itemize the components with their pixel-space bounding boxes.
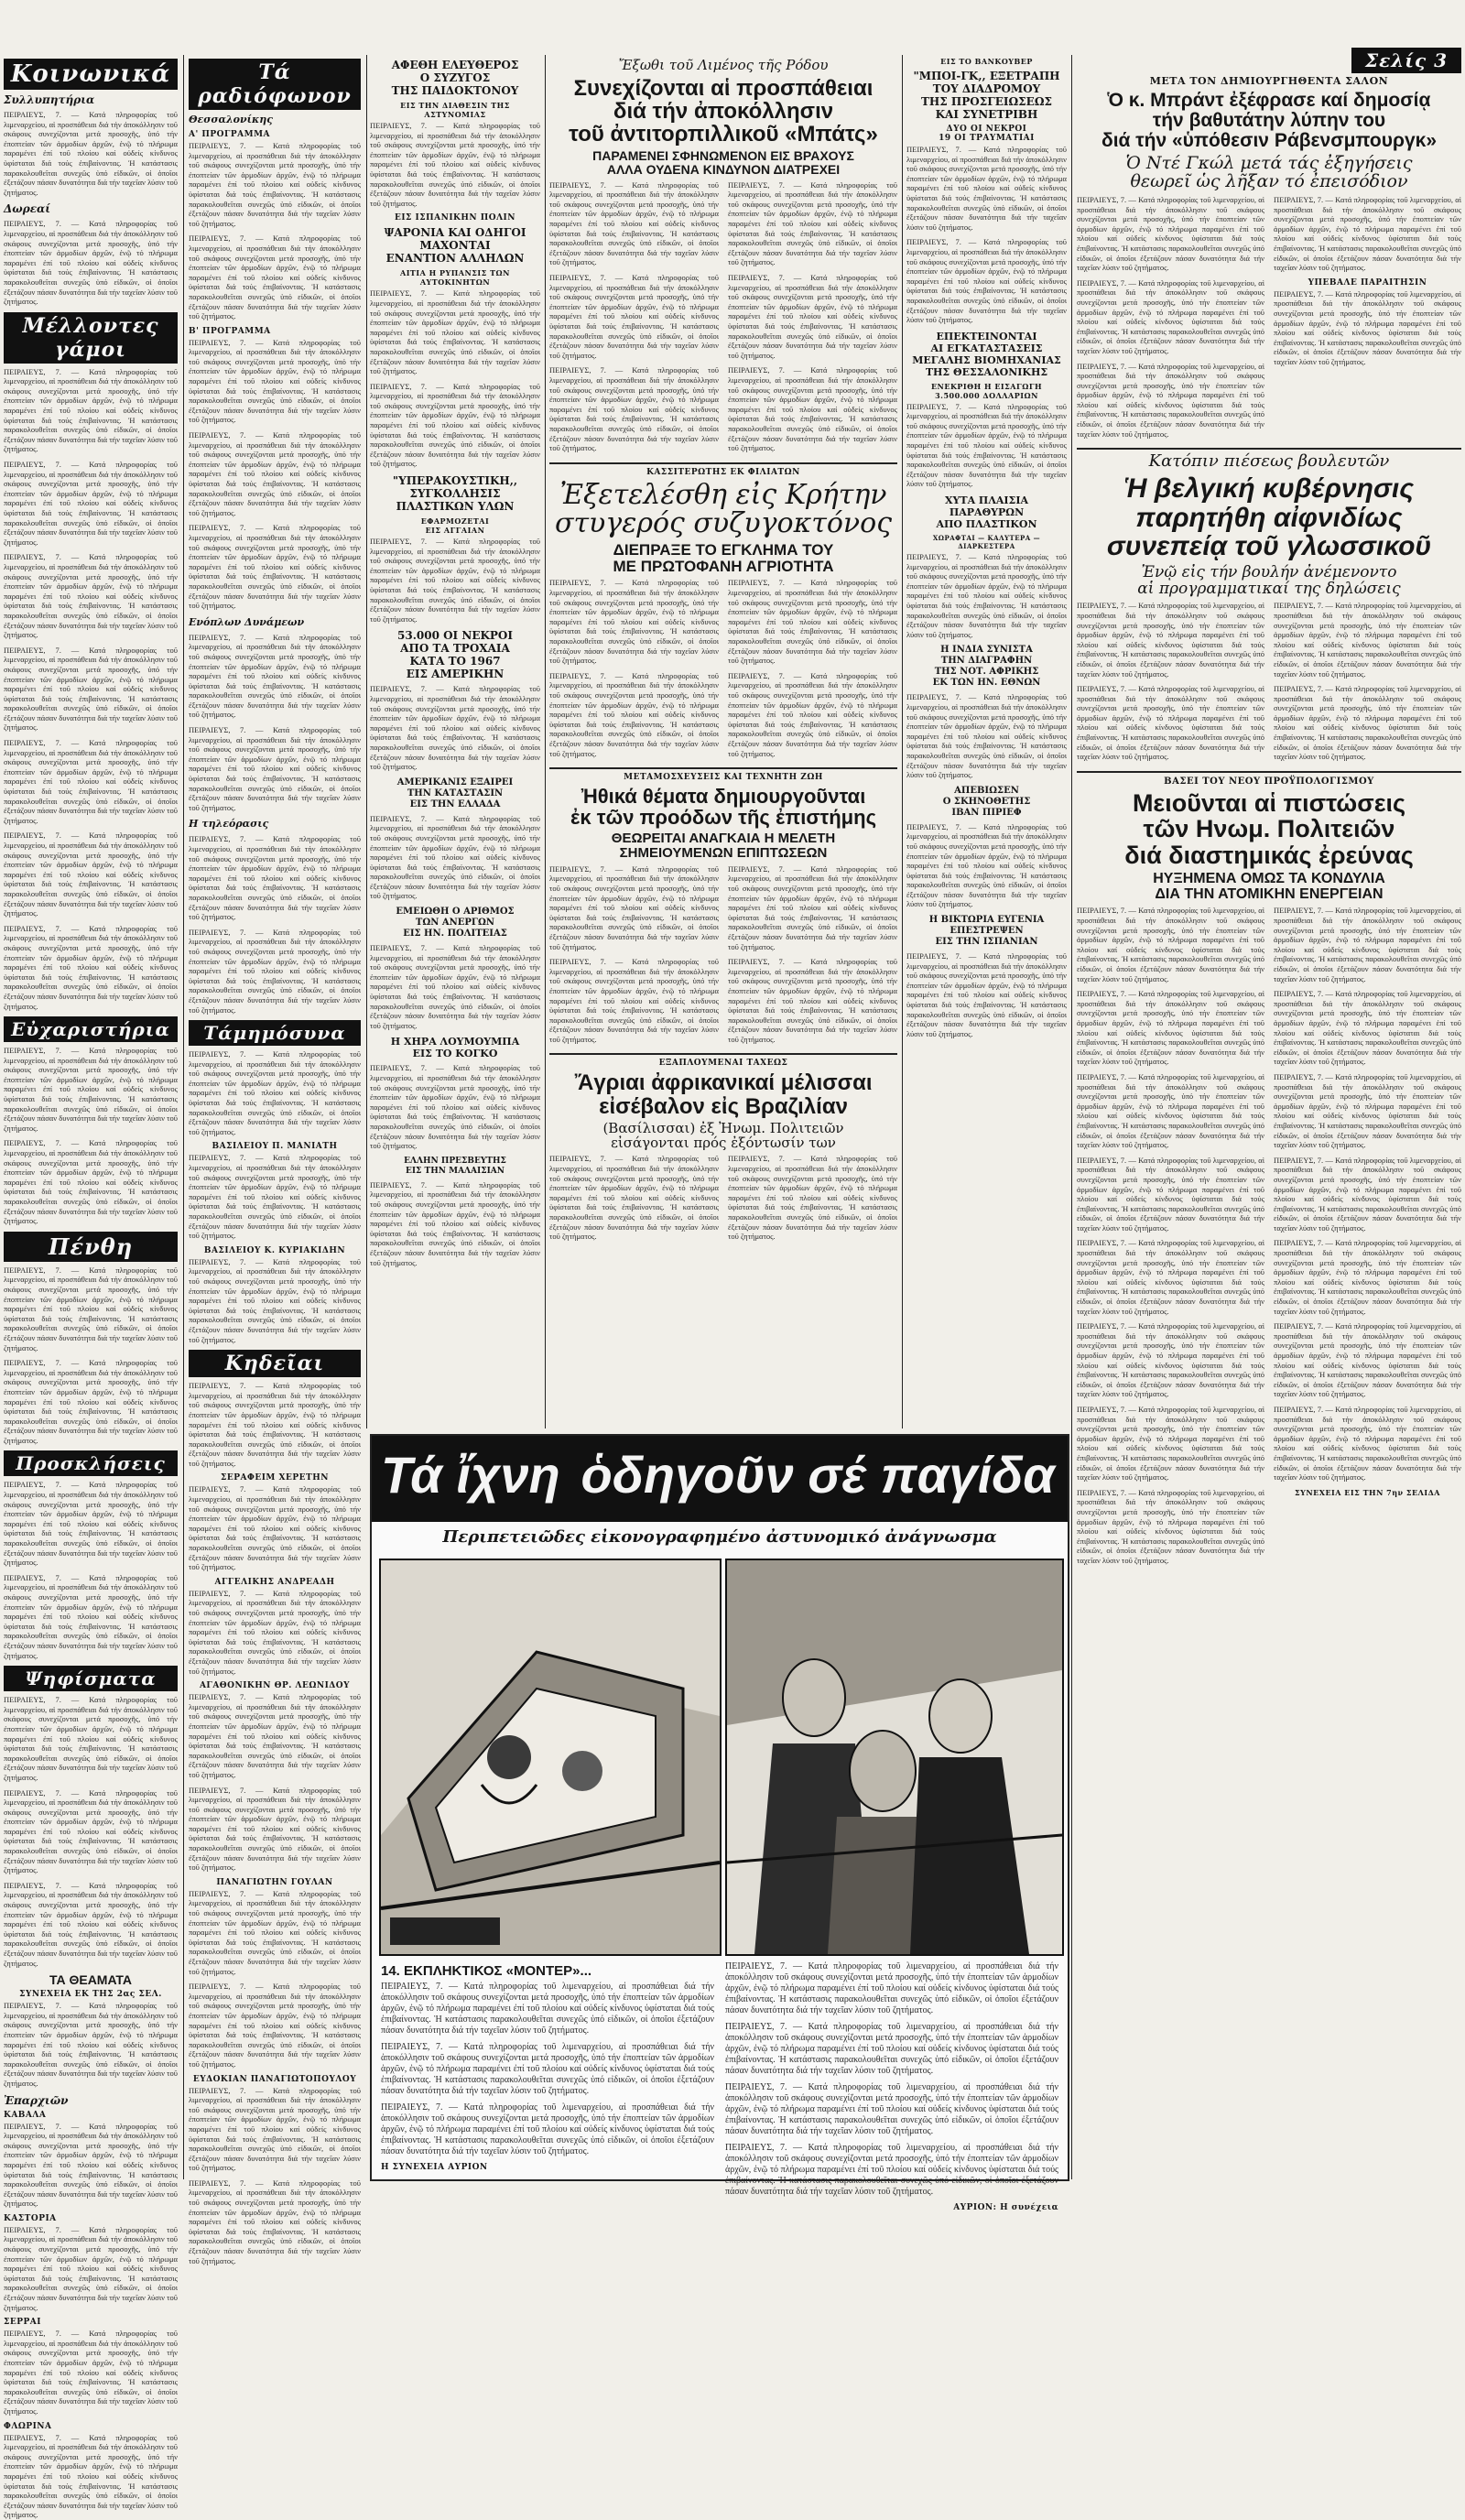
- story-head-line: ΕΙΣ ΤΗΝ ΕΛΛΑΔΑ: [409, 798, 501, 809]
- column-lead: [1077, 48, 1461, 2181]
- subhead-television: Η τηλεόρασις: [189, 818, 269, 831]
- comic-text: ΠΕΙΡΑΙΕΥΣ, 7. — Κατά πληροφορίας τοῦ λιμεναρχείου, αἱ προσπάθειαι διά τήν ἀποκόλλησιν τοῦ σκάφους συνεχίζονται μετά προσοχῆς, ὑπό τήν ἐποπτείαν τῶν ἁρμοδίων ἀρχῶν, ἐνῷ τό πλήρωμα παραμένει ἐπί τοῦ πλοίου καί οὐδείς κίνδυνος ὑφίσταται διά τούς ἐπιβαίνοντας. Ἡ κατάστασις παρακολουθεῖται συνεχῶς ὑπό εἰδικῶν, οἱ ὁποῖοι ἐξετάζουν πάσαν δυνατότητα διά τήν ταχεῖαν λύσιν τοῦ ζητήματος.: [725, 2143, 1058, 2197]
- article-text: ΠΕΙΡΑΙΕΥΣ, 7. — Κατά πληροφορίας τοῦ λιμεναρχείου, αἱ προσπάθειαι διά τήν ἀποκόλλησιν τοῦ σκάφους συνεχίζονται μετά προσοχῆς, ὑπό τήν ἐποπτείαν τῶν ἁρμοδίων ἀρχῶν, ἐνῷ τό πλήρωμα παραμένει ἐπί τοῦ πλοίου καί οὐδείς κίνδυνος ὑφίσταται διά τούς ἐπιβαίνοντας. Ἡ κατάστασις παρακολουθεῖται συνεχῶς ὑπό εἰδικῶν, οἱ ὁποῖοι ἐξετάζουν πάσαν δυνατότητα διά τήν ταχεῖαν λύσιν τοῦ ζητήματος.: [4, 1572, 178, 1660]
- memorial-name: ΒΑΣΙΛΕΙΟΥ Κ. ΚΥΡΙΑΚΙΔΗΝ: [203, 1245, 346, 1255]
- funeral-name: ΣΕΡΑΦΕΙΜ ΧΕΡΕΤΗΝ: [221, 1473, 329, 1483]
- funeral-name: ΑΓΓΕΛΙΚΗΣ ΑΝΔΡΕΑΔΗ: [214, 1577, 335, 1587]
- article-text: ΠΕΙΡΑΙΕΥΣ, 7. — Κατά πληροφορίας τοῦ λιμεναρχείου, αἱ προσπάθειαι διά τήν ἀποκόλλησιν τοῦ σκάφους συνεχίζονται μετά προσοχῆς, ὑπό τήν ἐποπτείαν τῶν ἁρμοδίων ἀρχῶν, ἐνῷ τό πλήρωμα παραμένει ἐπί τοῦ πλοίου καί οὐδείς κίνδυνος ὑφίσταται διά τούς ἐπιβαίνοντας. Ἡ κατάστασις παρακολουθεῖται συνεχῶς ὑπό εἰδικῶν, οἱ ὁποῖοι ἐξετάζουν πάσαν δυνατότητα διά τήν ταχεῖαν λύσιν τοῦ ζητήματος.: [189, 1484, 361, 1572]
- story-head-line: ΕΛΛΗΝ ΠΡΕΣΒΕΥΤΗΣ: [404, 1156, 506, 1166]
- story-head-line: ΤΗΝ ΚΑΤΑΣΤΑΣΙΝ: [407, 788, 504, 798]
- column-rule: [545, 55, 546, 1428]
- article-text: ΠΕΙΡΑΙΕΥΣ, 7. — Κατά πληροφορίας τοῦ λιμεναρχείου, αἱ προσπάθειαι διά τήν ἀποκόλλησιν τοῦ σκάφους συνεχίζονται μετά προσοχῆς, ὑπό τήν ἐποπτείαν τῶν ἁρμοδίων ἀρχῶν, ἐνῷ τό πλήρωμα παραμένει ἐπί τοῦ πλοίου καί οὐδείς κίνδυνος ὑφίσταται διά τούς ἐπιβαίνοντας. Ἡ κατάστασις παρακολουθεῖται συνεχῶς ὑπό εἰδικῶν, οἱ ὁποῖοι ἐξετάζουν πάσαν δυνατότητα διά τήν ταχεῖαν λύσιν τοῦ ζητήματος.: [1077, 361, 1264, 439]
- article-text: ΠΕΙΡΑΙΕΥΣ, 7. — Κατά πληροφορίας τοῦ λιμεναρχείου, αἱ προσπάθειαι διά τήν ἀποκόλλησιν τοῦ σκάφους συνεχίζονται μετά προσοχῆς, ὑπό τήν ἐποπτείαν τῶν ἁρμοδίων ἀρχῶν, ἐνῷ τό πλήρωμα παραμένει ἐπί τοῦ πλοίου καί οὐδείς κίνδυνος ὑφίσταται διά τούς ἐπιβαίνοντας. Ἡ κατάστασις παρακολουθεῖται συνεχῶς ὑπό εἰδικῶν, οἱ ὁποῖοι ἐξετάζουν πάσαν δυνατότητα διά τήν ταχεῖαν λύσιν τοῦ ζητήματος.: [728, 578, 897, 666]
- subhead-provinces: Ἐπαρχιῶν: [4, 2093, 69, 2107]
- rhodes-subhead: ΠΑΡΑΜΕΝΕΙ ΣΦΗΝΩΜΕΝΟΝ ΕΙΣ ΒΡΑΧΟΥΣ: [592, 148, 854, 164]
- article-text: ΠΕΙΡΑΙΕΥΣ, 7. — Κατά πληροφορίας τοῦ λιμεναρχείου, αἱ προσπάθειαι διά τήν ἀποκόλλησιν τοῦ σκάφους συνεχίζονται μετά προσοχῆς, ὑπό τήν ἐποπτείαν τῶν ἁρμοδίων ἀρχῶν, ἐνῷ τό πλήρωμα παραμένει ἐπί τοῦ πλοίου καί οὐδείς κίνδυνος ὑφίσταται διά τούς ἐπιβαίνοντας. Ἡ κατάστασις παρακολουθεῖται συνεχῶς ὑπό εἰδικῶν, οἱ ὁποῖοι ἐξετάζουν πάσαν δυνατότητα διά τήν ταχεῖαν λύσιν τοῦ ζητήματος.: [370, 121, 540, 208]
- article-text: ΠΕΙΡΑΙΕΥΣ, 7. — Κατά πληροφορίας τοῦ λιμεναρχείου, αἱ προσπάθειαι διά τήν ἀποκόλλησιν τοῦ σκάφους συνεχίζονται μετά προσοχῆς, ὑπό τήν ἐποπτείαν τῶν ἁρμοδίων ἀρχῶν, ἐνῷ τό πλήρωμα παραμένει ἐπί τοῦ πλοίου καί οὐδείς κίνδυνος ὑφίσταται διά τούς ἐπιβαίνοντας. Ἡ κατάστασις παρακολουθεῖται συνεχῶς ὑπό εἰδικῶν, οἱ ὁποῖοι ἐξετάζουν πάσαν δυνατότητα διά τήν ταχεῖαν λύσιν τοῦ ζητήματος.: [189, 337, 361, 425]
- article-text: ΠΕΙΡΑΙΕΥΣ, 7. — Κατά πληροφορίας τοῦ λιμεναρχείου, αἱ προσπάθειαι διά τήν ἀποκόλλησιν τοῦ σκάφους συνεχίζονται μετά προσοχῆς, ὑπό τήν ἐποπτείαν τῶν ἁρμοδίων ἀρχῶν, ἐνῷ τό πλήρωμα παραμένει ἐπί τοῦ πλοίου καί οὐδείς κίνδυνος ὑφίσταται διά τούς ἐπιβαίνοντας. Ἡ κατάστασις παρακολουθεῖται συνεχῶς ὑπό εἰδικῶν, οἱ ὁποῖοι ἐξετάζουν πάσαν δυνατότητα διά τήν ταχεῖαν λύσιν τοῦ ζητήματος.: [1274, 1155, 1461, 1233]
- funeral-name: ΑΓΑΘΟΝΙΚΗΝ ΘΡ. ΛΕΩΝΙΔΟΥ: [199, 1681, 351, 1691]
- story-head-line: ΑΦΕΘΗ ΕΛΕΥΘΕΡΟΣ: [391, 59, 519, 71]
- budget-head-line: τῶν Ηνωμ. Πολιτειῶν: [1143, 815, 1395, 843]
- story-head-line: "ΥΠΕΡΑΚΟΥΣΤΙΚΗ,,: [392, 474, 518, 488]
- article-text: ΠΕΙΡΑΙΕΥΣ, 7. — Κατά πληροφορίας τοῦ λιμεναρχείου, αἱ προσπάθειαι διά τήν ἀποκόλλησιν τοῦ σκάφους συνεχίζονται μετά προσοχῆς, ὑπό τήν ἐποπτείαν τῶν ἁρμοδίων ἀρχῶν, ἐνῷ τό πλήρωμα παραμένει ἐπί τοῦ πλοίου καί οὐδείς κίνδυνος ὑφίσταται διά τούς ἐπιβαίνοντας. Ἡ κατάστασις παρακολουθεῖται συνεχῶς ὑπό εἰδικῶν, οἱ ὁποῖοι ἐξετάζουν πάσαν δυνατότητα διά τήν ταχεῖαν λύσιν τοῦ ζητήματος.: [370, 1063, 540, 1151]
- comic-panel-1: [379, 1559, 722, 1956]
- article-text: ΠΕΙΡΑΙΕΥΣ, 7. — Κατά πληροφορίας τοῦ λιμεναρχείου, αἱ προσπάθειαι διά τήν ἀποκόλλησιν τοῦ σκάφους συνεχίζονται μετά προσοχῆς, ὑπό τήν ἐποπτείαν τῶν ἁρμοδίων ἀρχῶν, ἐνῷ τό πλήρωμα παραμένει ἐπί τοῦ πλοίου καί οὐδείς κίνδυνος ὑφίσταται διά τούς ἐπιβαίνοντας. Ἡ κατάστασις παρακολουθεῖται συνεχῶς ὑπό εἰδικῶν, οἱ ὁποῖοι ἐξετάζουν πάσαν δυνατότητα διά τήν ταχεῖαν λύσιν τοῦ ζητήματος.: [1077, 989, 1264, 1067]
- article-text: ΠΕΙΡΑΙΕΥΣ, 7. — Κατά πληροφορίας τοῦ λιμεναρχείου, αἱ προσπάθειαι διά τήν ἀποκόλλησιν τοῦ σκάφους συνεχίζονται μετά προσοχῆς, ὑπό τήν ἐποπτείαν τῶν ἁρμοδίων ἀρχῶν, ἐνῷ τό πλήρωμα παραμένει ἐπί τοῦ πλοίου καί οὐδείς κίνδυνος ὑφίσταται διά τούς ἐπιβαίνοντας. Ἡ κατάστασις παρακολουθεῖται συνεχῶς ὑπό εἰδικῶν, οἱ ὁποῖοι ἐξετάζουν πάσαν δυνατότητα διά τήν ταχεῖαν λύσιν τοῦ ζητήματος.: [1077, 906, 1264, 983]
- article-text: ΠΕΙΡΑΙΕΥΣ, 7. — Κατά πληροφορίας τοῦ λιμεναρχείου, αἱ προσπάθειαι διά τήν ἀποκόλλησιν τοῦ σκάφους συνεχίζονται μετά προσοχῆς, ὑπό τήν ἐποπτείαν τῶν ἁρμοδίων ἀρχῶν, ἐνῷ τό πλήρωμα παραμένει ἐπί τοῦ πλοίου καί οὐδείς κίνδυνος ὑφίσταται διά τούς ἐπιβαίνοντας. Ἡ κατάστασις παρακολουθεῖται συνεχῶς ὑπό εἰδικῶν, οἱ ὁποῖοι ἐξετάζουν πάσαν δυνατότητα διά τήν ταχεῖαν λύσιν τοῦ ζητήματος.: [4, 552, 178, 640]
- article-text: ΠΕΙΡΑΙΕΥΣ, 7. — Κατά πληροφορίας τοῦ λιμεναρχείου, αἱ προσπάθειαι διά τήν ἀποκόλλησιν τοῦ σκάφους συνεχίζονται μετά προσοχῆς, ὑπό τήν ἐποπτείαν τῶν ἁρμοδίων ἀρχῶν, ἐνῷ τό πλήρωμα παραμένει ἐπί τοῦ πλοίου καί οὐδείς κίνδυνος ὑφίσταται διά τούς ἐπιβαίνοντας. Ἡ κατάστασις παρακολουθεῖται συνεχῶς ὑπό εἰδικῶν, οἱ ὁποῖοι ἐξετάζουν πάσαν δυνατότητα διά τήν ταχεῖαν λύσιν τοῦ ζητήματος.: [549, 179, 719, 267]
- subhead-armed-forces: Ενόπλων Δυνάμεων: [189, 615, 305, 628]
- article-text: ΠΕΙΡΑΙΕΥΣ, 7. — Κατά πληροφορίας τοῦ λιμεναρχείου, αἱ προσπάθειαι διά τήν ἀποκόλλησιν τοῦ σκάφους συνεχίζονται μετά προσοχῆς, ὑπό τήν ἐποπτείαν τῶν ἁρμοδίων ἀρχῶν, ἐνῷ τό πλήρωμα παραμένει ἐπί τοῦ πλοίου καί οὐδείς κίνδυνος ὑφίσταται διά τούς ἐπιβαίνοντας. Ἡ κατάστασις παρακολουθεῖται συνεχῶς ὑπό εἰδικῶν, οἱ ὁποῖοι ἐξετάζουν πάσαν δυνατότητα διά τήν ταχεῖαν λύσιν τοῦ ζητήματος.: [189, 2085, 361, 2173]
- article-text: ΠΕΙΡΑΙΕΥΣ, 7. — Κατά πληροφορίας τοῦ λιμεναρχείου, αἱ προσπάθειαι διά τήν ἀποκόλλησιν τοῦ σκάφους συνεχίζονται μετά προσοχῆς, ὑπό τήν ἐποπτείαν τῶν ἁρμοδίων ἀρχῶν, ἐνῷ τό πλήρωμα παραμένει ἐπί τοῦ πλοίου καί οὐδείς κίνδυνος ὑφίσταται διά τούς ἐπιβαίνοντας. Ἡ κατάστασις παρακολουθεῖται συνεχῶς ὑπό εἰδικῶν, οἱ ὁποῖοι ἐξετάζουν πάσαν δυνατότητα διά τήν ταχεῖαν λύσιν τοῦ ζητήματος.: [189, 430, 361, 517]
- bees-head-line: Ἄγριαι ἀφρικανικαί μέλισσαι: [574, 1070, 873, 1096]
- ethics-subhead: ΘΕΩΡΕΙΤΑΙ ΑΝΑΓΚΑΙΑ Η ΜΕΛΕΤΗ: [611, 831, 836, 847]
- article-text: ΠΕΙΡΑΙΕΥΣ, 7. — Κατά πληροφορίας τοῦ λιμεναρχείου, αἱ προσπάθειαι διά τήν ἀποκόλλησιν τοῦ σκάφους συνεχίζονται μετά προσοχῆς, ὑπό τήν ἐποπτείαν τῶν ἁρμοδίων ἀρχῶν, ἐνῷ τό πλήρωμα παραμένει ἐπί τοῦ πλοίου καί οὐδείς κίνδυνος ὑφίσταται διά τούς ἐπιβαίνοντας. Ἡ κατάστασις παρακολουθεῖται συνεχῶς ὑπό εἰδικῶν, οἱ ὁποῖοι ἐξετάζουν πάσαν δυνατότητα διά τήν ταχεῖαν λύσιν τοῦ ζητήματος.: [728, 179, 897, 267]
- column-world-brief: [906, 55, 1067, 1428]
- article-text: ΠΕΙΡΑΙΕΥΣ, 7. — Κατά πληροφορίας τοῦ λιμεναρχείου, αἱ προσπάθειαι διά τήν ἀποκόλλησιν τοῦ σκάφους συνεχίζονται μετά προσοχῆς, ὑπό τήν ἐποπτείαν τῶν ἁρμοδίων ἀρχῶν, ἐνῷ τό πλήρωμα παραμένει ἐπί τοῦ πλοίου καί οὐδείς κίνδυνος ὑφίσταται διά τούς ἐπιβαίνοντας. Ἡ κατάστασις παρακολουθεῖται συνεχῶς ὑπό εἰδικῶν, οἱ ὁποῖοι ἐξετάζουν πάσαν δυνατότητα διά τήν ταχεῖαν λύσιν τοῦ ζητήματος.: [549, 864, 719, 951]
- story-head-line: ΤΩΝ ΑΝΕΡΓΩΝ: [415, 918, 495, 929]
- article-text: ΠΕΙΡΑΙΕΥΣ, 7. — Κατά πληροφορίας τοῦ λιμεναρχείου, αἱ προσπάθειαι διά τήν ἀποκόλλησιν τοῦ σκάφους συνεχίζονται μετά προσοχῆς, ὑπό τήν ἐποπτείαν τῶν ἁρμοδίων ἀρχῶν, ἐνῷ τό πλήρωμα παραμένει ἐπί τοῦ πλοίου καί οὐδείς κίνδυνος ὑφίσταται διά τούς ἐπιβαίνοντας. Ἡ κατάστασις παρακολουθεῖται συνεχῶς ὑπό εἰδικῶν, οἱ ὁποῖοι ἐξετάζουν πάσαν δυνατότητα διά τήν ταχεῖαν λύσιν τοῦ ζητήματος.: [4, 1880, 178, 1968]
- column-social: [4, 55, 178, 2520]
- story-head-line: ΕΙΣ ΤΗΝ ΜΑΛΑΙΣΙΑΝ: [405, 1166, 505, 1176]
- comic-text: ΠΕΙΡΑΙΕΥΣ, 7. — Κατά πληροφορίας τοῦ λιμεναρχείου, αἱ προσπάθειαι διά τήν ἀποκόλλησιν τοῦ σκάφους συνεχίζονται μετά προσοχῆς, ὑπό τήν ἐποπτείαν τῶν ἁρμοδίων ἀρχῶν, ἐνῷ τό πλήρωμα παραμένει ἐπί τοῦ πλοίου καί οὐδείς κίνδυνος ὑφίσταται διά τούς ἐπιβαίνοντας. Ἡ κατάστασις παρακολουθεῖται συνεχῶς ὑπό εἰδικῶν, οἱ ὁποῖοι ἐξετάζουν πάσαν δυνατότητα διά τήν ταχεῖαν λύσιν τοῦ ζητήματος.: [381, 2102, 714, 2156]
- article-text: ΠΕΙΡΑΙΕΥΣ, 7. — Κατά πληροφορίας τοῦ λιμεναρχείου, αἱ προσπάθειαι διά τήν ἀποκόλλησιν τοῦ σκάφους συνεχίζονται μετά προσοχῆς, ὑπό τήν ἐποπτείαν τῶν ἁρμοδίων ἀρχῶν, ἐνῷ τό πλήρωμα παραμένει ἐπί τοῦ πλοίου καί οὐδείς κίνδυνος ὑφίσταται διά τούς ἐπιβαίνοντας. Ἡ κατάστασις παρακολουθεῖται συνεχῶς ὑπό εἰδικῶν, οἱ ὁποῖοι ἐξετάζουν πάσαν δυνατότητα διά τήν ταχεῖαν λύσιν τοῦ ζητήματος.: [1274, 989, 1461, 1067]
- article-text: ΠΕΙΡΑΙΕΥΣ, 7. — Κατά πληροφορίας τοῦ λιμεναρχείου, αἱ προσπάθειαι διά τήν ἀποκόλλησιν τοῦ σκάφους συνεχίζονται μετά προσοχῆς, ὑπό τήν ἐποπτείαν τῶν ἁρμοδίων ἀρχῶν, ἐνῷ τό πλήρωμα παραμένει ἐπί τοῦ πλοίου καί οὐδείς κίνδυνος ὑφίσταται διά τούς ἐπιβαίνοντας. Ἡ κατάστασις παρακολουθεῖται συνεχῶς ὑπό εἰδικῶν, οἱ ὁποῖοι ἐξετάζουν πάσαν δυνατότητα διά τήν ταχεῖαν λύσιν τοῦ ζητήματος.: [1274, 1238, 1461, 1316]
- article-text: ΠΕΙΡΑΙΕΥΣ, 7. — Κατά πληροφορίας τοῦ λιμεναρχείου, αἱ προσπάθειαι διά τήν ἀποκόλλησιν τοῦ σκάφους συνεχίζονται μετά προσοχῆς, ὑπό τήν ἐποπτείαν τῶν ἁρμοδίων ἀρχῶν, ἐνῷ τό πλήρωμα παραμένει ἐπί τοῦ πλοίου καί οὐδείς κίνδυνος ὑφίσταται διά τούς ἐπιβαίνοντας. Ἡ κατάστασις παρακολουθεῖται συνεχῶς ὑπό εἰδικῶν, οἱ ὁποῖοι ἐξετάζουν πάσαν δυνατότητα διά τήν ταχεῖαν λύσιν τοῦ ζητήματος.: [370, 684, 540, 772]
- article-text: ΠΕΙΡΑΙΕΥΣ, 7. — Κατά πληροφορίας τοῦ λιμεναρχείου, αἱ προσπάθειαι διά τήν ἀποκόλλησιν τοῦ σκάφους συνεχίζονται μετά προσοχῆς, ὑπό τήν ἐποπτείαν τῶν ἁρμοδίων ἀρχῶν, ἐνῷ τό πλήρωμα παραμένει ἐπί τοῦ πλοίου καί οὐδείς κίνδυνος ὑφίσταται διά τούς ἐπιβαίνοντας. Ἡ κατάστασις παρακολουθεῖται συνεχῶς ὑπό εἰδικῶν, οἱ ὁποῖοι ἐξετάζουν πάσαν δυνατότητα διά τήν ταχεῖαν λύσιν τοῦ ζητήματος.: [189, 1381, 361, 1468]
- article-text: ΠΕΙΡΑΙΕΥΣ, 7. — Κατά πληροφορίας τοῦ λιμεναρχείου, αἱ προσπάθειαι διά τήν ἀποκόλλησιν τοῦ σκάφους συνεχίζονται μετά προσοχῆς, ὑπό τήν ἐποπτείαν τῶν ἁρμοδίων ἀρχῶν, ἐνῷ τό πλήρωμα παραμένει ἐπί τοῦ πλοίου καί οὐδείς κίνδυνος ὑφίσταται διά τούς ἐπιβαίνοντας. Ἡ κατάστασις παρακολουθεῖται συνεχῶς ὑπό εἰδικῶν, οἱ ὁποῖοι ἐξετάζουν πάσαν δυνατότητα διά τήν ταχεῖαν λύσιν τοῦ ζητήματος.: [1274, 288, 1461, 366]
- article-text: ΠΕΙΡΑΙΕΥΣ, 7. — Κατά πληροφορίας τοῦ λιμεναρχείου, αἱ προσπάθειαι διά τήν ἀποκόλλησιν τοῦ σκάφους συνεχίζονται μετά προσοχῆς, ὑπό τήν ἐποπτείαν τῶν ἁρμοδίων ἀρχῶν, ἐνῷ τό πλήρωμα παραμένει ἐπί τοῦ πλοίου καί οὐδείς κίνδυνος ὑφίσταται διά τούς ἐπιβαίνοντας. Ἡ κατάστασις παρακολουθεῖται συνεχῶς ὑπό εἰδικῶν, οἱ ὁποῖοι ἐξετάζουν πάσαν δυνατότητα διά τήν ταχεῖαν λύσιν τοῦ ζητήματος.: [4, 831, 178, 918]
- article-text: ΠΕΙΡΑΙΕΥΣ, 7. — Κατά πληροφορίας τοῦ λιμεναρχείου, αἱ προσπάθειαι διά τήν ἀποκόλλησιν τοῦ σκάφους συνεχίζονται μετά προσοχῆς, ὑπό τήν ἐποπτείαν τῶν ἁρμοδίων ἀρχῶν, ἐνῷ τό πλήρωμα παραμένει ἐπί τοῦ πλοίου καί οὐδείς κίνδυνος ὑφίσταται διά τούς ἐπιβαίνοντας. Ἡ κατάστασις παρακολουθεῖται συνεχῶς ὑπό εἰδικῶν, οἱ ὁποῖοι ἐξετάζουν πάσαν δυνατότητα διά τήν ταχεῖαν λύσιν τοῦ ζητήματος.: [906, 552, 1067, 639]
- section-head-mourning: Πένθη: [4, 1232, 178, 1262]
- column-centre: [549, 55, 897, 1428]
- lead-head-line: τήν βαθυτάτην λύπην του: [1152, 110, 1386, 132]
- story-head-line: ΕΝΑΝΤΙΟΝ ΑΛΛΗΛΩΝ: [385, 252, 525, 266]
- article-text: ΠΕΙΡΑΙΕΥΣ, 7. — Κατά πληροφορίας τοῦ λιμεναρχείου, αἱ προσπάθειαι διά τήν ἀποκόλλησιν τοῦ σκάφους συνεχίζονται μετά προσοχῆς, ὑπό τήν ἐποπτείαν τῶν ἁρμοδίων ἀρχῶν, ἐνῷ τό πλήρωμα παραμένει ἐπί τοῦ πλοίου καί οὐδείς κίνδυνος ὑφίσταται διά τούς ἐπιβαίνοντας. Ἡ κατάστασις παρακολουθεῖται συνεχῶς ὑπό εἰδικῶν, οἱ ὁποῖοι ἐξετάζουν πάσαν δυνατότητα διά τήν ταχεῖαν λύσιν τοῦ ζητήματος.: [4, 366, 178, 454]
- article-text: ΠΕΙΡΑΙΕΥΣ, 7. — Κατά πληροφορίας τοῦ λιμεναρχείου, αἱ προσπάθειαι διά τήν ἀποκόλλησιν τοῦ σκάφους συνεχίζονται μετά προσοχῆς, ὑπό τήν ἐποπτείαν τῶν ἁρμοδίων ἀρχῶν, ἐνῷ τό πλήρωμα παραμένει ἐπί τοῦ πλοίου καί οὐδείς κίνδυνος ὑφίσταται διά τούς ἐπιβαίνοντας. Ἡ κατάστασις παρακολουθεῖται συνεχῶς ὑπό εἰδικῶν, οἱ ὁποῖοι ἐξετάζουν πάσαν δυνατότητα διά τήν ταχεῖαν λύσιν τοῦ ζητήματος.: [1077, 1071, 1264, 1150]
- rhodes-head-line: τοῦ ἀντιτορπιλλικοῦ «Μπάτς»: [569, 122, 878, 147]
- article-text: ΠΕΙΡΑΙΕΥΣ, 7. — Κατά πληροφορίας τοῦ λιμεναρχείου, αἱ προσπάθειαι διά τήν ἀποκόλλησιν τοῦ σκάφους συνεχίζονται μετά προσοχῆς, ὑπό τήν ἐποπτείαν τῶν ἁρμοδίων ἀρχῶν, ἐνῷ τό πλήρωμα παραμένει ἐπί τοῦ πλοίου καί οὐδείς κίνδυνος ὑφίσταται διά τούς ἐπιβαίνοντας. Ἡ κατάστασις παρακολουθεῖται συνεχῶς ὑπό εἰδικῶν, οἱ ὁποῖοι ἐξετάζουν πάσαν δυνατότητα διά τήν ταχεῖαν λύσιν τοῦ ζητήματος.: [370, 1179, 540, 1267]
- crete-head-line: Ἐξετελέσθη εἰς Κρήτην: [559, 478, 887, 511]
- story-head-line: ΑΠΕΒΙΩΣΕΝ: [954, 785, 1019, 796]
- article-text: ΠΕΙΡΑΙΕΥΣ, 7. — Κατά πληροφορίας τοῦ λιμεναρχείου, αἱ προσπάθειαι διά τήν ἀποκόλλησιν τοῦ σκάφους συνεχίζονται μετά προσοχῆς, ὑπό τήν ἐποπτείαν τῶν ἁρμοδίων ἀρχῶν, ἐνῷ τό πλήρωμα παραμένει ἐπί τοῦ πλοίου καί οὐδείς κίνδυνος ὑφίσταται διά τούς ἐπιβαίνοντας. Ἡ κατάστασις παρακολουθεῖται συνεχῶς ὑπό εἰδικῶν, οἱ ὁποῖοι ἐξετάζουν πάσαν δυνατότητα διά τήν ταχεῖαν λύσιν τοῦ ζητήματος.: [906, 951, 1067, 1038]
- bees-subhead: εἰσάγονται πρός ἐξόντωσίν των: [611, 1134, 836, 1151]
- belgium-head-line: Ἡ βελγική κυβέρνησις: [1123, 473, 1415, 505]
- comic-panel-2-art: [727, 1560, 1062, 1954]
- ethics-head-line: ἐκ τῶν προόδων τῆς ἐπιστήμης: [570, 806, 877, 830]
- story-head-line: ΧΥΤΑ ΠΛΑΙΣΙΑ: [945, 494, 1028, 507]
- article-text: ΠΕΙΡΑΙΕΥΣ, 7. — Κατά πληροφορίας τοῦ λιμεναρχείου, αἱ προσπάθειαι διά τήν ἀποκόλλησιν τοῦ σκάφους συνεχίζονται μετά προσοχῆς, ὑπό τήν ἐποπτείαν τῶν ἁρμοδίων ἀρχῶν, ἐνῷ τό πλήρωμα παραμένει ἐπί τοῦ πλοίου καί οὐδείς κίνδυνος ὑφίσταται διά τούς ἐπιβαίνοντας. Ἡ κατάστασις παρακολουθεῖται συνεχῶς ὑπό εἰδικῶν, οἱ ὁποῖοι ἐξετάζουν πάσαν δυνατότητα διά τήν ταχεῖαν λύσιν τοῦ ζητήματος.: [189, 141, 361, 228]
- comic-text: ΠΕΙΡΑΙΕΥΣ, 7. — Κατά πληροφορίας τοῦ λιμεναρχείου, αἱ προσπάθειαι διά τήν ἀποκόλλησιν τοῦ σκάφους συνεχίζονται μετά προσοχῆς, ὑπό τήν ἐποπτείαν τῶν ἁρμοδίων ἀρχῶν, ἐνῷ τό πλήρωμα παραμένει ἐπί τοῦ πλοίου καί οὐδείς κίνδυνος ὑφίσταται διά τούς ἐπιβαίνοντας. Ἡ κατάστασις παρακολουθεῖται συνεχῶς ὑπό εἰδικῶν, οἱ ὁποῖοι ἐξετάζουν πάσαν δυνατότητα διά τήν ταχεῖαν λύσιν τοῦ ζητήματος.: [725, 2022, 1058, 2076]
- comic-text: ΠΕΙΡΑΙΕΥΣ, 7. — Κατά πληροφορίας τοῦ λιμεναρχείου, αἱ προσπάθειαι διά τήν ἀποκόλλησιν τοῦ σκάφους συνεχίζονται μετά προσοχῆς, ὑπό τήν ἐποπτείαν τῶν ἁρμοδίων ἀρχῶν, ἐνῷ τό πλήρωμα παραμένει ἐπί τοῦ πλοίου καί οὐδείς κίνδυνος ὑφίσταται διά τούς ἐπιβαίνοντας. Ἡ κατάστασις παρακολουθεῖται συνεχῶς ὑπό εἰδικῶν, οἱ ὁποῖοι ἐξετάζουν πάσαν δυνατότητα διά τήν ταχεῖαν λύσιν τοῦ ζητήματος.: [725, 1961, 1058, 2015]
- town-florina: ΦΛΩΡΙΝΑ: [4, 2421, 52, 2431]
- story-subhead: ΕΦΑΡΜΟΖΕΤΑΙ: [420, 516, 490, 527]
- article-text: ΠΕΙΡΑΙΕΥΣ, 7. — Κατά πληροφορίας τοῦ λιμεναρχείου, αἱ προσπάθειαι διά τήν ἀποκόλλησιν τοῦ σκάφους συνεχίζονται μετά προσοχῆς, ὑπό τήν ἐποπτείαν τῶν ἁρμοδίων ἀρχῶν, ἐνῷ τό πλήρωμα παραμένει ἐπί τοῦ πλοίου καί οὐδείς κίνδυνος ὑφίσταται διά τούς ἐπιβαίνοντας. Ἡ κατάστασις παρακολουθεῖται συνεχῶς ὑπό εἰδικῶν, οἱ ὁποῖοι ἐξετάζουν πάσαν δυνατότητα διά τήν ταχεῖαν λύσιν τοῦ ζητήματος.: [4, 2121, 178, 2209]
- article-text: ΠΕΙΡΑΙΕΥΣ, 7. — Κατά πληροφορίας τοῦ λιμεναρχείου, αἱ προσπάθειαι διά τήν ἀποκόλλησιν τοῦ σκάφους συνεχίζονται μετά προσοχῆς, ὑπό τήν ἐποπτείαν τῶν ἁρμοδίων ἀρχῶν, ἐνῷ τό πλήρωμα παραμένει ἐπί τοῦ πλοίου καί οὐδείς κίνδυνος ὑφίσταται διά τούς ἐπιβαίνοντας. Ἡ κατάστασις παρακολουθεῖται συνεχῶς ὑπό εἰδικῶν, οἱ ὁποῖοι ἐξετάζουν πάσαν δυνατότητα διά τήν ταχεῖαν λύσιν τοῦ ζητήματος.: [4, 1787, 178, 1875]
- story-head-line: ΣΥΓΚΟΛΛΗΣΙΣ: [409, 487, 501, 501]
- article-text: ΠΕΙΡΑΙΕΥΣ, 7. — Κατά πληροφορίας τοῦ λιμεναρχείου, αἱ προσπάθειαι διά τήν ἀποκόλλησιν τοῦ σκάφους συνεχίζονται μετά προσοχῆς, ὑπό τήν ἐποπτείαν τῶν ἁρμοδίων ἀρχῶν, ἐνῷ τό πλήρωμα παραμένει ἐπί τοῦ πλοίου καί οὐδείς κίνδυνος ὑφίσταται διά τούς ἐπιβαίνοντας. Ἡ κατάστασις παρακολουθεῖται συνεχῶς ὑπό εἰδικῶν, οἱ ὁποῖοι ἐξετάζουν πάσαν δυνατότητα διά τήν ταχεῖαν λύσιν τοῦ ζητήματος.: [1077, 277, 1264, 355]
- article-text: ΠΕΙΡΑΙΕΥΣ, 7. — Κατά πληροφορίας τοῦ λιμεναρχείου, αἱ προσπάθειαι διά τήν ἀποκόλλησιν τοῦ σκάφους συνεχίζονται μετά προσοχῆς, ὑπό τήν ἐποπτείαν τῶν ἁρμοδίων ἀρχῶν, ἐνῷ τό πλήρωμα παραμένει ἐπί τοῦ πλοίου καί οὐδείς κίνδυνος ὑφίσταται διά τούς ἐπιβαίνοντας. Ἡ κατάστασις παρακολουθεῖται συνεχῶς ὑπό εἰδικῶν, οἱ ὁποῖοι ἐξετάζουν πάσαν δυνατότητα διά τήν ταχεῖαν λύσιν τοῦ ζητήματος.: [4, 2001, 178, 2088]
- article-text: ΠΕΙΡΑΙΕΥΣ, 7. — Κατά πληροφορίας τοῦ λιμεναρχείου, αἱ προσπάθειαι διά τήν ἀποκόλλησιν τοῦ σκάφους συνεχίζονται μετά προσοχῆς, ὑπό τήν ἐποπτείαν τῶν ἁρμοδίων ἀρχῶν, ἐνῷ τό πλήρωμα παραμένει ἐπί τοῦ πλοίου καί οὐδείς κίνδυνος ὑφίσταται διά τούς ἐπιβαίνοντας. Ἡ κατάστασις παρακολουθεῖται συνεχῶς ὑπό εἰδικῶν, οἱ ὁποῖοι ἐξετάζουν πάσαν δυνατότητα διά τήν ταχεῖαν λύσιν τοῦ ζητήματος.: [4, 1265, 178, 1352]
- article-text: ΠΕΙΡΑΙΕΥΣ, 7. — Κατά πληροφορίας τοῦ λιμεναρχείου, αἱ προσπάθειαι διά τήν ἀποκόλλησιν τοῦ σκάφους συνεχίζονται μετά προσοχῆς, ὑπό τήν ἐποπτείαν τῶν ἁρμοδίων ἀρχῶν, ἐνῷ τό πλήρωμα παραμένει ἐπί τοῦ πλοίου καί οὐδείς κίνδυνος ὑφίσταται διά τούς ἐπιβαίνοντας. Ἡ κατάστασις παρακολουθεῖται συνεχῶς ὑπό εἰδικῶν, οἱ ὁποῖοι ἐξετάζουν πάσαν δυνατότητα διά τήν ταχεῖαν λύσιν τοῦ ζητήματος.: [4, 110, 178, 197]
- column-rule: [366, 55, 367, 1428]
- story-head-line: ΠΑΡΑΘΥΡΩΝ: [949, 506, 1025, 519]
- story-head-line: ΤΗΣ ΝΟΤ. ΑΦΡΙΚΗΣ: [934, 667, 1039, 678]
- belgium-kicker: Κατόπιν πιέσεως βουλευτῶν: [1148, 451, 1390, 472]
- rhodes-head-line: διά τήν ἀποκόλλησιν: [613, 98, 834, 124]
- story-head-line: ΙΒΑΝ ΠΙΡΙΕΦ: [951, 807, 1022, 818]
- crete-head-line: στυγερός συζυγοκτόνος: [554, 507, 892, 540]
- article-text: ΠΕΙΡΑΙΕΥΣ, 7. — Κατά πληροφορίας τοῦ λιμεναρχείου, αἱ προσπάθειαι διά τήν ἀποκόλλησιν τοῦ σκάφους συνεχίζονται μετά προσοχῆς, ὑπό τήν ἐποπτείαν τῶν ἁρμοδίων ἀρχῶν, ἐνῷ τό πλήρωμα παραμένει ἐπί τοῦ πλοίου καί οὐδείς κίνδυνος ὑφίσταται διά τούς ἐπιβαίνοντας. Ἡ κατάστασις παρακολουθεῖται συνεχῶς ὑπό εἰδικῶν, οἱ ὁποῖοι ἐξετάζουν πάσαν δυνατότητα διά τήν ταχεῖαν λύσιν τοῦ ζητήματος.: [189, 234, 361, 321]
- story-head-line: ΤΗΣ ΠΡΟΣΓΕΙΩΣΕΩΣ: [921, 95, 1052, 108]
- story-subhead: ΕΝΕΚΡΙΘΗ Η ΕΙΣΑΓΩΓΗ: [930, 381, 1043, 391]
- ethics-subhead: ΣΗΜΕΙΟΥΜΕΝΩΝ ΕΠΙΠΤΩΣΕΩΝ: [619, 845, 828, 862]
- article-text: ΠΕΙΡΑΙΕΥΣ, 7. — Κατά πληροφορίας τοῦ λιμεναρχείου, αἱ προσπάθειαι διά τήν ἀποκόλλησιν τοῦ σκάφους συνεχίζονται μετά προσοχῆς, ὑπό τήν ἐποπτείαν τῶν ἁρμοδίων ἀρχῶν, ἐνῷ τό πλήρωμα παραμένει ἐπί τοῦ πλοίου καί οὐδείς κίνδυνος ὑφίσταται διά τούς ἐπιβαίνοντας. Ἡ κατάστασις παρακολουθεῖται συνεχῶς ὑπό εἰδικῶν, οἱ ὁποῖοι ἐξετάζουν πάσαν δυνατότητα διά τήν ταχεῖαν λύσιν τοῦ ζητήματος.: [4, 2224, 178, 2312]
- rhodes-head-line: Συνεχίζονται αἱ προσπάθειαι: [573, 75, 874, 101]
- story-head-line: 53.000 ΟΙ ΝΕΚΡΟΙ: [397, 629, 513, 643]
- lead-head-line: Ὁ κ. Μπράντ ἐξέφρασε καί δημοσίᾳ: [1107, 90, 1431, 111]
- article-text: ΠΕΙΡΑΙΕΥΣ, 7. — Κατά πληροφορίας τοῦ λιμεναρχείου, αἱ προσπάθειαι διά τήν ἀποκόλλησιν τοῦ σκάφους συνεχίζονται μετά προσοχῆς, ὑπό τήν ἐποπτείαν τῶν ἁρμοδίων ἀρχῶν, ἐνῷ τό πλήρωμα παραμένει ἐπί τοῦ πλοίου καί οὐδείς κίνδυνος ὑφίσταται διά τούς ἐπιβαίνοντας. Ἡ κατάστασις παρακολουθεῖται συνεχῶς ὑπό εἰδικῶν, οἱ ὁποῖοι ἐξετάζουν πάσαν δυνατότητα διά τήν ταχεῖαν λύσιν τοῦ ζητήματος.: [4, 460, 178, 547]
- column-rule: [902, 55, 903, 1428]
- comic-text: ΠΕΙΡΑΙΕΥΣ, 7. — Κατά πληροφορίας τοῦ λιμεναρχείου, αἱ προσπάθειαι διά τήν ἀποκόλλησιν τοῦ σκάφους συνεχίζονται μετά προσοχῆς, ὑπό τήν ἐποπτείαν τῶν ἁρμοδίων ἀρχῶν, ἐνῷ τό πλήρωμα παραμένει ἐπί τοῦ πλοίου καί οὐδείς κίνδυνος ὑφίσταται διά τούς ἐπιβαίνοντας. Ἡ κατάστασις παρακολουθεῖται συνεχῶς ὑπό εἰδικῶν, οἱ ὁποῖοι ἐξετάζουν πάσαν δυνατότητα διά τήν ταχεῖαν λύσιν τοῦ ζητήματος.: [381, 2042, 714, 2096]
- article-text: ΠΕΙΡΑΙΕΥΣ, 7. — Κατά πληροφορίας τοῦ λιμεναρχείου, αἱ προσπάθειαι διά τήν ἀποκόλλησιν τοῦ σκάφους συνεχίζονται μετά προσοχῆς, ὑπό τήν ἐποπτείαν τῶν ἁρμοδίων ἀρχῶν, ἐνῷ τό πλήρωμα παραμένει ἐπί τοῦ πλοίου καί οὐδείς κίνδυνος ὑφίσταται διά τούς ἐπιβαίνοντας. Ἡ κατάστασις παρακολουθεῖται συνεχῶς ὑπό εἰδικῶν, οἱ ὁποῖοι ἐξετάζουν πάσαν δυνατότητα διά τήν ταχεῖαν λύσιν τοῦ ζητήματος.: [189, 1256, 361, 1344]
- comic-panel-1-art: [381, 1560, 720, 1954]
- article-text: ΠΕΙΡΑΙΕΥΣ, 7. — Κατά πληροφορίας τοῦ λιμεναρχείου, αἱ προσπάθειαι διά τήν ἀποκόλλησιν τοῦ σκάφους συνεχίζονται μετά προσοχῆς, ὑπό τήν ἐποπτείαν τῶν ἁρμοδίων ἀρχῶν, ἐνῷ τό πλήρωμα παραμένει ἐπί τοῦ πλοίου καί οὐδείς κίνδυνος ὑφίσταται διά τούς ἐπιβαίνοντας. Ἡ κατάστασις παρακολουθεῖται συνεχῶς ὑπό εἰδικῶν, οἱ ὁποῖοι ἐξετάζουν πάσαν δυνατότητα διά τήν ταχεῖαν λύσιν τοῦ ζητήματος.: [1274, 1404, 1461, 1483]
- story-head-line: ΜΑΧΟΝΤΑΙ: [419, 239, 491, 253]
- story-kicker: ΕΙΣ ΤΟ ΒΑΝΚΟΥΒΕΡ: [940, 57, 1033, 66]
- article-text: ΠΕΙΡΑΙΕΥΣ, 7. — Κατά πληροφορίας τοῦ λιμεναρχείου, αἱ προσπάθειαι διά τήν ἀποκόλλησιν τοῦ σκάφους συνεχίζονται μετά προσοχῆς, ὑπό τήν ἐποπτείαν τῶν ἁρμοδίων ἀρχῶν, ἐνῷ τό πλήρωμα παραμένει ἐπί τοῦ πλοίου καί οὐδείς κίνδυνος ὑφίσταται διά τούς ἐπιβαίνοντας. Ἡ κατάστασις παρακολουθεῖται συνεχῶς ὑπό εἰδικῶν, οἱ ὁποῖοι ἐξετάζουν πάσαν δυνατότητα διά τήν ταχεῖαν λύσιν τοῦ ζητήματος.: [4, 645, 178, 733]
- article-text: ΠΕΙΡΑΙΕΥΣ, 7. — Κατά πληροφορίας τοῦ λιμεναρχείου, αἱ προσπάθειαι διά τήν ἀποκόλλησιν τοῦ σκάφους συνεχίζονται μετά προσοχῆς, ὑπό τήν ἐποπτείαν τῶν ἁρμοδίων ἀρχῶν, ἐνῷ τό πλήρωμα παραμένει ἐπί τοῦ πλοίου καί οὐδείς κίνδυνος ὑφίσταται διά τούς ἐπιβαίνοντας. Ἡ κατάστασις παρακολουθεῖται συνεχῶς ὑπό εἰδικῶν, οἱ ὁποῖοι ἐξετάζουν πάσαν δυνατότητα διά τήν ταχεῖαν λύσιν τοῦ ζητήματος.: [728, 365, 897, 453]
- lead-head-line: διά τήν «ὑπόθεσιν Ράβενσμπουργκ»: [1101, 130, 1438, 152]
- article-text: ΠΕΙΡΑΙΕΥΣ, 7. — Κατά πληροφορίας τοῦ λιμεναρχείου, αἱ προσπάθειαι διά τήν ἀποκόλλησιν τοῦ σκάφους συνεχίζονται μετά προσοχῆς, ὑπό τήν ἐποπτείαν τῶν ἁρμοδίων ἀρχῶν, ἐνῷ τό πλήρωμα παραμένει ἐπί τοῦ πλοίου καί οὐδείς κίνδυνος ὑφίσταται διά τούς ἐπιβαίνοντας. Ἡ κατάστασις παρακολουθεῖται συνεχῶς ὑπό εἰδικῶν, οἱ ὁποῖοι ἐξετάζουν πάσαν δυνατότητα διά τήν ταχεῖαν λύσιν τοῦ ζητήματος.: [1274, 1071, 1461, 1150]
- article-text: ΠΕΙΡΑΙΕΥΣ, 7. — Κατά πληροφορίας τοῦ λιμεναρχείου, αἱ προσπάθειαι διά τήν ἀποκόλλησιν τοῦ σκάφους συνεχίζονται μετά προσοχῆς, ὑπό τήν ἐποπτείαν τῶν ἁρμοδίων ἀρχῶν, ἐνῷ τό πλήρωμα παραμένει ἐπί τοῦ πλοίου καί οὐδείς κίνδυνος ὑφίσταται διά τούς ἐπιβαίνοντας. Ἡ κατάστασις παρακολουθεῖται συνεχῶς ὑπό εἰδικῶν, οἱ ὁποῖοι ἐξετάζουν πάσαν δυνατότητα διά τήν ταχεῖαν λύσιν τοῦ ζητήματος.: [4, 1695, 178, 1782]
- article-text: ΠΕΙΡΑΙΕΥΣ, 7. — Κατά πληροφορίας τοῦ λιμεναρχείου, αἱ προσπάθειαι διά τήν ἀποκόλλησιν τοῦ σκάφους συνεχίζονται μετά προσοχῆς, ὑπό τήν ἐποπτείαν τῶν ἁρμοδίων ἀρχῶν, ἐνῷ τό πλήρωμα παραμένει ἐπί τοῦ πλοίου καί οὐδείς κίνδυνος ὑφίσταται διά τούς ἐπιβαίνοντας. Ἡ κατάστασις παρακολουθεῖται συνεχῶς ὑπό εἰδικῶν, οἱ ὁποῖοι ἐξετάζουν πάσαν δυνατότητα διά τήν ταχεῖαν λύσιν τοῦ ζητήματος.: [906, 692, 1067, 780]
- article-text: ΠΕΙΡΑΙΕΥΣ, 7. — Κατά πληροφορίας τοῦ λιμεναρχείου, αἱ προσπάθειαι διά τήν ἀποκόλλησιν τοῦ σκάφους συνεχίζονται μετά προσοχῆς, ὑπό τήν ἐποπτείαν τῶν ἁρμοδίων ἀρχῶν, ἐνῷ τό πλήρωμα παραμένει ἐπί τοῦ πλοίου καί οὐδείς κίνδυνος ὑφίσταται διά τούς ἐπιβαίνοντας. Ἡ κατάστασις παρακολουθεῖται συνεχῶς ὑπό εἰδικῶν, οἱ ὁποῖοι ἐξετάζουν πάσαν δυνατότητα διά τήν ταχεῖαν λύσιν τοῦ ζητήματος.: [549, 1154, 719, 1242]
- article-text: ΠΕΙΡΑΙΕΥΣ, 7. — Κατά πληροφορίας τοῦ λιμεναρχείου, αἱ προσπάθειαι διά τήν ἀποκόλλησιν τοῦ σκάφους συνεχίζονται μετά προσοχῆς, ὑπό τήν ἐποπτείαν τῶν ἁρμοδίων ἀρχῶν, ἐνῷ τό πλήρωμα παραμένει ἐπί τοῦ πλοίου καί οὐδείς κίνδυνος ὑφίσταται διά τούς ἐπιβαίνοντας. Ἡ κατάστασις παρακολουθεῖται συνεχῶς ὑπό εἰδικῶν, οἱ ὁποῖοι ἐξετάζουν πάσαν δυνατότητα διά τήν ταχεῖαν λύσιν τοῦ ζητήματος.: [549, 365, 719, 453]
- continued-note: ΣΥΝΕΧΕΙΑ ΕΙΣ ΤΗΝ 7ην ΣΕΛΙΔΑ: [1294, 1487, 1441, 1497]
- comic-footer: Η ΣΥΝΕΧΕΙΑ ΑΥΡΙΟΝ: [381, 2163, 488, 2172]
- story-head-line: ΤΗΝ ΔΙΑΓΡΑΦΗΝ: [940, 656, 1033, 667]
- rhodes-kicker: Ἔξωθι τοῦ Λιμένος τῆς Ρόδου: [618, 57, 829, 73]
- article-text: ΠΕΙΡΑΙΕΥΣ, 7. — Κατά πληροφορίας τοῦ λιμεναρχείου, αἱ προσπάθειαι διά τήν ἀποκόλλησιν τοῦ σκάφους συνεχίζονται μετά προσοχῆς, ὑπό τήν ἐποπτείαν τῶν ἁρμοδίων ἀρχῶν, ἐνῷ τό πλήρωμα παραμένει ἐπί τοῦ πλοίου καί οὐδείς κίνδυνος ὑφίσταται διά τούς ἐπιβαίνοντας. Ἡ κατάστασις παρακολουθεῖται συνεχῶς ὑπό εἰδικῶν, οἱ ὁποῖοι ἐξετάζουν πάσαν δυνατότητα διά τήν ταχεῖαν λύσιν τοῦ ζητήματος.: [728, 864, 897, 951]
- story-head-line: Η ΙΝΔΙΑ ΣΥΝΙΣΤΑ: [940, 645, 1033, 656]
- section-head-shows: ΤΑ ΘΕΑΜΑΤΑ: [49, 1972, 133, 1988]
- story-subhead: 19 ΟΙ ΤΡΑΥΜΑΤΙΑΙ: [939, 134, 1035, 143]
- story-head-line: "ΜΠΟΙ-ΓΚ,, ΕΞΕΤΡΑΠΗ: [913, 70, 1060, 82]
- town-kavala: ΚΑΒΑΛΑ: [4, 2110, 47, 2120]
- funeral-name: ΕΥΔΟΚΙΑΝ ΠΑΝΑΓΙΩΤΟΠΟΥΛΟΥ: [192, 2074, 357, 2084]
- story-head-line: ΕΠΕΣΤΡΕΨΕΝ: [950, 926, 1024, 937]
- program-b: Β' ΠΡΟΓΡΑΜΜΑ: [189, 326, 271, 336]
- article-text: ΠΕΙΡΑΙΕΥΣ, 7. — Κατά πληροφορίας τοῦ λιμεναρχείου, αἱ προσπάθειαι διά τήν ἀποκόλλησιν τοῦ σκάφους συνεχίζονται μετά προσοχῆς, ὑπό τήν ἐποπτείαν τῶν ἁρμοδίων ἀρχῶν, ἐνῷ τό πλήρωμα παραμένει ἐπί τοῦ πλοίου καί οὐδείς κίνδυνος ὑφίσταται διά τούς ἐπιβαίνοντας. Ἡ κατάστασις παρακολουθεῖται συνεχῶς ὑπό εἰδικῶν, οἱ ὁποῖοι ἐξετάζουν πάσαν δυνατότητα διά τήν ταχεῖαν λύσιν τοῦ ζητήματος.: [189, 1982, 361, 2069]
- story-head-line: ΤΗΣ ΠΑΙΔΟΚΤΟΝΟΥ: [391, 84, 519, 97]
- article-text: ΠΕΙΡΑΙΕΥΣ, 7. — Κατά πληροφορίας τοῦ λιμεναρχείου, αἱ προσπάθειαι διά τήν ἀποκόλλησιν τοῦ σκάφους συνεχίζονται μετά προσοχῆς, ὑπό τήν ἐποπτείαν τῶν ἁρμοδίων ἀρχῶν, ἐνῷ τό πλήρωμα παραμένει ἐπί τοῦ πλοίου καί οὐδείς κίνδυνος ὑφίσταται διά τούς ἐπιβαίνοντας. Ἡ κατάστασις παρακολουθεῖται συνεχῶς ὑπό εἰδικῶν, οἱ ὁποῖοι ἐξετάζουν πάσαν δυνατότητα διά τήν ταχεῖαν λύσιν τοῦ ζητήματος.: [4, 219, 178, 307]
- article-text: ΠΕΙΡΑΙΕΥΣ, 7. — Κατά πληροφορίας τοῦ λιμεναρχείου, αἱ προσπάθειαι διά τήν ἀποκόλλησιν τοῦ σκάφους συνεχίζονται μετά προσοχῆς, ὑπό τήν ἐποπτείαν τῶν ἁρμοδίων ἀρχῶν, ἐνῷ τό πλήρωμα παραμένει ἐπί τοῦ πλοίου καί οὐδείς κίνδυνος ὑφίσταται διά τούς ἐπιβαίνοντας. Ἡ κατάστασις παρακολουθεῖται συνεχῶς ὑπό εἰδικῶν, οἱ ὁποῖοι ἐξετάζουν πάσαν δυνατότητα διά τήν ταχεῖαν λύσιν τοῦ ζητήματος.: [1274, 195, 1461, 273]
- comic-footer: ΑΥΡΙΟΝ: Η συνέχεια: [953, 2203, 1058, 2212]
- memorial-name: ΒΑΣΙΛΕΙΟΥ Π. ΜΑΝΙΑΤΗ: [212, 1142, 338, 1152]
- budget-subhead: ΔΙΑ ΤΗΝ ΑΤΟΜΙΚΗΝ ΕΝΕΡΓΕΙΑΝ: [1155, 885, 1384, 902]
- story-subhead: ΑΙΤΙΑ Η ΡΥΠΑΝΣΙΣ ΤΩΝ ΑΥΤΟΚΙΝΗΤΩΝ: [399, 268, 510, 288]
- article-text: ΠΕΙΡΑΙΕΥΣ, 7. — Κατά πληροφορίας τοῦ λιμεναρχείου, αἱ προσπάθειαι διά τήν ἀποκόλλησιν τοῦ σκάφους συνεχίζονται μετά προσοχῆς, ὑπό τήν ἐποπτείαν τῶν ἁρμοδίων ἀρχῶν, ἐνῷ τό πλήρωμα παραμένει ἐπί τοῦ πλοίου καί οὐδείς κίνδυνος ὑφίσταται διά τούς ἐπιβαίνοντας. Ἡ κατάστασις παρακολουθεῖται συνεχῶς ὑπό εἰδικῶν, οἱ ὁποῖοι ἐξετάζουν πάσαν δυνατότητα διά τήν ταχεῖαν λύσιν τοῦ ζητήματος.: [906, 237, 1067, 325]
- continued-note: ΣΥΝΕΧΕΙΑ ΕΚ ΤΗΣ 2ας ΣΕΛ.: [19, 1990, 162, 2000]
- article-text: ΠΕΙΡΑΙΕΥΣ, 7. — Κατά πληροφορίας τοῦ λιμεναρχείου, αἱ προσπάθειαι διά τήν ἀποκόλλησιν τοῦ σκάφους συνεχίζονται μετά προσοχῆς, ὑπό τήν ἐποπτείαν τῶν ἁρμοδίων ἀρχῶν, ἐνῷ τό πλήρωμα παραμένει ἐπί τοῦ πλοίου καί οὐδείς κίνδυνος ὑφίσταται διά τούς ἐπιβαίνοντας. Ἡ κατάστασις παρακολουθεῖται συνεχῶς ὑπό εἰδικῶν, οἱ ὁποῖοι ἐξετάζουν πάσαν δυνατότητα διά τήν ταχεῖαν λύσιν τοῦ ζητήματος.: [189, 1153, 361, 1241]
- town-serres: ΣΕΡΡΑΙ: [4, 2318, 41, 2328]
- article-text: ΠΕΙΡΑΙΕΥΣ, 7. — Κατά πληροφορίας τοῦ λιμεναρχείου, αἱ προσπάθειαι διά τήν ἀποκόλλησιν τοῦ σκάφους συνεχίζονται μετά προσοχῆς, ὑπό τήν ἐποπτείαν τῶν ἁρμοδίων ἀρχῶν, ἐνῷ τό πλήρωμα παραμένει ἐπί τοῦ πλοίου καί οὐδείς κίνδυνος ὑφίσταται διά τούς ἐπιβαίνοντας. Ἡ κατάστασις παρακολουθεῖται συνεχῶς ὑπό εἰδικῶν, οἱ ὁποῖοι ἐξετάζουν πάσαν δυνατότητα διά τήν ταχεῖαν λύσιν τοῦ ζητήματος.: [728, 957, 897, 1044]
- article-text: ΠΕΙΡΑΙΕΥΣ, 7. — Κατά πληροφορίας τοῦ λιμεναρχείου, αἱ προσπάθειαι διά τήν ἀποκόλλησιν τοῦ σκάφους συνεχίζονται μετά προσοχῆς, ὑπό τήν ἐποπτείαν τῶν ἁρμοδίων ἀρχῶν, ἐνῷ τό πλήρωμα παραμένει ἐπί τοῦ πλοίου καί οὐδείς κίνδυνος ὑφίσταται διά τούς ἐπιβαίνοντας. Ἡ κατάστασις παρακολουθεῖται συνεχῶς ὑπό εἰδικῶν, οἱ ὁποῖοι ἐξετάζουν πάσαν δυνατότητα διά τήν ταχεῖαν λύσιν τοῦ ζητήματος.: [1274, 684, 1461, 762]
- story-subhead: ΕΙΣ ΑΓΓΑΙΑΝ: [425, 526, 485, 536]
- column-rule: [1071, 55, 1072, 2179]
- article-text: ΠΕΙΡΑΙΕΥΣ, 7. — Κατά πληροφορίας τοῦ λιμεναρχείου, αἱ προσπάθειαι διά τήν ἀποκόλλησιν τοῦ σκάφους συνεχίζονται μετά προσοχῆς, ὑπό τήν ἐποπτείαν τῶν ἁρμοδίων ἀρχῶν, ἐνῷ τό πλήρωμα παραμένει ἐπί τοῦ πλοίου καί οὐδείς κίνδυνος ὑφίσταται διά τούς ἐπιβαίνοντας. Ἡ κατάστασις παρακολουθεῖται συνεχῶς ὑπό εἰδικῶν, οἱ ὁποῖοι ἐξετάζουν πάσαν δυνατότητα διά τήν ταχεῖαν λύσιν τοῦ ζητήματος.: [189, 1588, 361, 1676]
- article-text: ΠΕΙΡΑΙΕΥΣ, 7. — Κατά πληροφορίας τοῦ λιμεναρχείου, αἱ προσπάθειαι διά τήν ἀποκόλλησιν τοῦ σκάφους συνεχίζονται μετά προσοχῆς, ὑπό τήν ἐποπτείαν τῶν ἁρμοδίων ἀρχῶν, ἐνῷ τό πλήρωμα παραμένει ἐπί τοῦ πλοίου καί οὐδείς κίνδυνος ὑφίσταται διά τούς ἐπιβαίνοντας. Ἡ κατάστασις παρακολουθεῖται συνεχῶς ὑπό εἰδικῶν, οἱ ὁποῖοι ἐξετάζουν πάσαν δυνατότητα διά τήν ταχεῖαν λύσιν τοῦ ζητήματος.: [906, 145, 1067, 232]
- article-text: ΠΕΙΡΑΙΕΥΣ, 7. — Κατά πληροφορίας τοῦ λιμεναρχείου, αἱ προσπάθειαι διά τήν ἀποκόλλησιν τοῦ σκάφους συνεχίζονται μετά προσοχῆς, ὑπό τήν ἐποπτείαν τῶν ἁρμοδίων ἀρχῶν, ἐνῷ τό πλήρωμα παραμένει ἐπί τοῦ πλοίου καί οὐδείς κίνδυνος ὑφίσταται διά τούς ἐπιβαίνοντας. Ἡ κατάστασις παρακολουθεῖται συνεχῶς ὑπό εἰδικῶν, οἱ ὁποῖοι ἐξετάζουν πάσαν δυνατότητα διά τήν ταχεῖαν λύσιν τοῦ ζητήματος.: [728, 670, 897, 758]
- column-rule: [183, 55, 184, 2179]
- comic-strip: [370, 1434, 1069, 2212]
- comic-subtitle: Περιπετειῶδες εἰκονογραφημένο ἀστυνομικό ἀνάγνωσμα: [442, 1527, 997, 1547]
- article-text: ΠΕΙΡΑΙΕΥΣ, 7. — Κατά πληροφορίας τοῦ λιμεναρχείου, αἱ προσπάθειαι διά τήν ἀποκόλλησιν τοῦ σκάφους συνεχίζονται μετά προσοχῆς, ὑπό τήν ἐποπτείαν τῶν ἁρμοδίων ἀρχῶν, ἐνῷ τό πλήρωμα παραμένει ἐπί τοῦ πλοίου καί οὐδείς κίνδυνος ὑφίσταται διά τούς ἐπιβαίνοντας. Ἡ κατάστασις παρακολουθεῖται συνεχῶς ὑπό εἰδικῶν, οἱ ὁποῖοι ἐξετάζουν πάσαν δυνατότητα διά τήν ταχεῖαν λύσιν τοῦ ζητήματος.: [1077, 1155, 1264, 1233]
- section-head-funerals: Κηδεῖαι: [189, 1350, 361, 1377]
- article-text: ΠΕΙΡΑΙΕΥΣ, 7. — Κατά πληροφορίας τοῦ λιμεναρχείου, αἱ προσπάθειαι διά τήν ἀποκόλλησιν τοῦ σκάφους συνεχίζονται μετά προσοχῆς, ὑπό τήν ἐποπτείαν τῶν ἁρμοδίων ἀρχῶν, ἐνῷ τό πλήρωμα παραμένει ἐπί τοῦ πλοίου καί οὐδείς κίνδυνος ὑφίσταται διά τούς ἐπιβαίνοντας. Ἡ κατάστασις παρακολουθεῖται συνεχῶς ὑπό εἰδικῶν, οἱ ὁποῖοι ἐξετάζουν πάσαν δυνατότητα διά τήν ταχεῖαν λύσιν τοῦ ζητήματος.: [1077, 1404, 1264, 1483]
- section-head-memorials: Τάμημόσυνα: [189, 1020, 361, 1046]
- article-text: ΠΕΙΡΑΙΕΥΣ, 7. — Κατά πληροφορίας τοῦ λιμεναρχείου, αἱ προσπάθειαι διά τήν ἀποκόλλησιν τοῦ σκάφους συνεχίζονται μετά προσοχῆς, ὑπό τήν ἐποπτείαν τῶν ἁρμοδίων ἀρχῶν, ἐνῷ τό πλήρωμα παραμένει ἐπί τοῦ πλοίου καί οὐδείς κίνδυνος ὑφίσταται διά τούς ἐπιβαίνοντας. Ἡ κατάστασις παρακολουθεῖται συνεχῶς ὑπό εἰδικῶν, οἱ ὁποῖοι ἐξετάζουν πάσαν δυνατότητα διά τήν ταχεῖαν λύσιν τοῦ ζητήματος.: [189, 2178, 361, 2265]
- story-head-line: ΑΠΟ ΠΛΑΣΤΙΚΟΝ: [936, 518, 1037, 531]
- article-text: ΠΕΙΡΑΙΕΥΣ, 7. — Κατά πληροφορίας τοῦ λιμεναρχείου, αἱ προσπάθειαι διά τήν ἀποκόλλησιν τοῦ σκάφους συνεχίζονται μετά προσοχῆς, ὑπό τήν ἐποπτείαν τῶν ἁρμοδίων ἀρχῶν, ἐνῷ τό πλήρωμα παραμένει ἐπί τοῦ πλοίου καί οὐδείς κίνδυνος ὑφίσταται διά τούς ἐπιβαίνοντας. Ἡ κατάστασις παρακολουθεῖται συνεχῶς ὑπό εἰδικῶν, οἱ ὁποῖοι ἐξετάζουν πάσαν δυνατότητα διά τήν ταχεῖαν λύσιν τοῦ ζητήματος.: [4, 2329, 178, 2416]
- story-subhead: ΔΥΟ ΟΙ ΝΕΚΡΟΙ: [946, 125, 1027, 134]
- story-head-line: ΕΙΣ ΤΟ ΚΟΓΚΟ: [412, 1048, 498, 1060]
- story-head-line: Η ΒΙΚΤΩΡΙΑ ΕΥΓΕΝΙΑ: [928, 915, 1045, 926]
- article-text: ΠΕΙΡΑΙΕΥΣ, 7. — Κατά πληροφορίας τοῦ λιμεναρχείου, αἱ προσπάθειαι διά τήν ἀποκόλλησιν τοῦ σκάφους συνεχίζονται μετά προσοχῆς, ὑπό τήν ἐποπτείαν τῶν ἁρμοδίων ἀρχῶν, ἐνῷ τό πλήρωμα παραμένει ἐπί τοῦ πλοίου καί οὐδείς κίνδυνος ὑφίσταται διά τούς ἐπιβαίνοντας. Ἡ κατάστασις παρακολουθεῖται συνεχῶς ὑπό εἰδικῶν, οἱ ὁποῖοι ἐξετάζουν πάσαν δυνατότητα διά τήν ταχεῖαν λύσιν τοῦ ζητήματος.: [549, 578, 719, 666]
- comic-title-right: ὁδηγοῦν σέ παγίδα: [581, 1446, 1055, 1504]
- bees-kicker: ΕΞΑΠΛΟΥΜΕΝΑΙ ΤΑΧΕΩΣ: [658, 1059, 788, 1069]
- article-text: ΠΕΙΡΑΙΕΥΣ, 7. — Κατά πληροφορίας τοῦ λιμεναρχείου, αἱ προσπάθειαι διά τήν ἀποκόλλησιν τοῦ σκάφους συνεχίζονται μετά προσοχῆς, ὑπό τήν ἐποπτείαν τῶν ἁρμοδίων ἀρχῶν, ἐνῷ τό πλήρωμα παραμένει ἐπί τοῦ πλοίου καί οὐδείς κίνδυνος ὑφίσταται διά τούς ἐπιβαίνοντας. Ἡ κατάστασις παρακολουθεῖται συνεχῶς ὑπό εἰδικῶν, οἱ ὁποῖοι ἐξετάζουν πάσαν δυνατότητα διά τήν ταχεῖαν λύσιν τοῦ ζητήματος.: [1274, 906, 1461, 983]
- article-text: ΠΕΙΡΑΙΕΥΣ, 7. — Κατά πληροφορίας τοῦ λιμεναρχείου, αἱ προσπάθειαι διά τήν ἀποκόλλησιν τοῦ σκάφους συνεχίζονται μετά προσοχῆς, ὑπό τήν ἐποπτείαν τῶν ἁρμοδίων ἀρχῶν, ἐνῷ τό πλήρωμα παραμένει ἐπί τοῦ πλοίου καί οὐδείς κίνδυνος ὑφίσταται διά τούς ἐπιβαίνοντας. Ἡ κατάστασις παρακολουθεῖται συνεχῶς ὑπό εἰδικῶν, οἱ ὁποῖοι ἐξετάζουν πάσαν δυνατότητα διά τήν ταχεῖαν λύσιν τοῦ ζητήματος.: [370, 943, 540, 1030]
- story-kicker: ΕΙΣ ΙΣΠΑΝΙΚΗΝ ΠΟΛΙΝ: [394, 213, 515, 223]
- article-text: ΠΕΙΡΑΙΕΥΣ, 7. — Κατά πληροφορίας τοῦ λιμεναρχείου, αἱ προσπάθειαι διά τήν ἀποκόλλησιν τοῦ σκάφους συνεχίζονται μετά προσοχῆς, ὑπό τήν ἐποπτείαν τῶν ἁρμοδίων ἀρχῶν, ἐνῷ τό πλήρωμα παραμένει ἐπί τοῦ πλοίου καί οὐδείς κίνδυνος ὑφίσταται διά τούς ἐπιβαίνοντας. Ἡ κατάστασις παρακολουθεῖται συνεχῶς ὑπό εἰδικῶν, οἱ ὁποῖοι ἐξετάζουν πάσαν δυνατότητα διά τήν ταχεῖαν λύσιν τοῦ ζητήματος.: [189, 1692, 361, 1779]
- article-text: ΠΕΙΡΑΙΕΥΣ, 7. — Κατά πληροφορίας τοῦ λιμεναρχείου, αἱ προσπάθειαι διά τήν ἀποκόλλησιν τοῦ σκάφους συνεχίζονται μετά προσοχῆς, ὑπό τήν ἐποπτείαν τῶν ἁρμοδίων ἀρχῶν, ἐνῷ τό πλήρωμα παραμένει ἐπί τοῦ πλοίου καί οὐδείς κίνδυνος ὑφίσταται διά τούς ἐπιβαίνοντας. Ἡ κατάστασις παρακολουθεῖται συνεχῶς ὑπό εἰδικῶν, οἱ ὁποῖοι ἐξετάζουν πάσαν δυνατότητα διά τήν ταχεῖαν λύσιν τοῦ ζητήματος.: [189, 927, 361, 1015]
- article-text: ΠΕΙΡΑΙΕΥΣ, 7. — Κατά πληροφορίας τοῦ λιμεναρχείου, αἱ προσπάθειαι διά τήν ἀποκόλλησιν τοῦ σκάφους συνεχίζονται μετά προσοχῆς, ὑπό τήν ἐποπτείαν τῶν ἁρμοδίων ἀρχῶν, ἐνῷ τό πλήρωμα παραμένει ἐπί τοῦ πλοίου καί οὐδείς κίνδυνος ὑφίσταται διά τούς ἐπιβαίνοντας. Ἡ κατάστασις παρακολουθεῖται συνεχῶς ὑπό εἰδικῶν, οἱ ὁποῖοι ἐξετάζουν πάσαν δυνατότητα διά τήν ταχεῖαν λύσιν τοῦ ζητήματος.: [189, 725, 361, 812]
- article-text: ΠΕΙΡΑΙΕΥΣ, 7. — Κατά πληροφορίας τοῦ λιμεναρχείου, αἱ προσπάθειαι διά τήν ἀποκόλλησιν τοῦ σκάφους συνεχίζονται μετά προσοχῆς, ὑπό τήν ἐποπτείαν τῶν ἁρμοδίων ἀρχῶν, ἐνῷ τό πλήρωμα παραμένει ἐπί τοῦ πλοίου καί οὐδείς κίνδυνος ὑφίσταται διά τούς ἐπιβαίνοντας. Ἡ κατάστασις παρακολουθεῖται συνεχῶς ὑπό εἰδικῶν, οἱ ὁποῖοι ἐξετάζουν πάσαν δυνατότητα διά τήν ταχεῖαν λύσιν τοῦ ζητήματος.: [189, 834, 361, 922]
- story-subhead: ΧΩΡΑΦΤΑΙ — ΚΑΛΥΤΕΡΑ — ΔΙΑΡΚΕΣΤΕΡΑ: [932, 534, 1041, 551]
- article-text: ΠΕΙΡΑΙΕΥΣ, 7. — Κατά πληροφορίας τοῦ λιμεναρχείου, αἱ προσπάθειαι διά τήν ἀποκόλλησιν τοῦ σκάφους συνεχίζονται μετά προσοχῆς, ὑπό τήν ἐποπτείαν τῶν ἁρμοδίων ἀρχῶν, ἐνῷ τό πλήρωμα παραμένει ἐπί τοῦ πλοίου καί οὐδείς κίνδυνος ὑφίσταται διά τούς ἐπιβαίνοντας. Ἡ κατάστασις παρακολουθεῖται συνεχῶς ὑπό εἰδικῶν, οἱ ὁποῖοι ἐξετάζουν πάσαν δυνατότητα διά τήν ταχεῖαν λύσιν τοῦ ζητήματος.: [549, 670, 719, 758]
- story-kicker: ΕΙΣ ΤΗΝ ΔΙΑΘΕΣΙΝ ΤΗΣ ΑΣΤΥΝΟΜΙΑΣ: [400, 101, 510, 119]
- story-head-line: ΚΑΤΑ ΤΟ 1967: [409, 655, 501, 668]
- story-head-line: ΤΗΣ ΘΕΣΣΑΛΟΝΙΚΗΣ: [925, 365, 1048, 378]
- article-text: ΠΕΙΡΑΙΕΥΣ, 7. — Κατά πληροφορίας τοῦ λιμεναρχείου, αἱ προσπάθειαι διά τήν ἀποκόλλησιν τοῦ σκάφους συνεχίζονται μετά προσοχῆς, ὑπό τήν ἐποπτείαν τῶν ἁρμοδίων ἀρχῶν, ἐνῷ τό πλήρωμα παραμένει ἐπί τοῦ πλοίου καί οὐδείς κίνδυνος ὑφίσταται διά τούς ἐπιβαίνοντας. Ἡ κατάστασις παρακολουθεῖται συνεχῶς ὑπό εἰδικῶν, οἱ ὁποῖοι ἐξετάζουν πάσαν δυνατότητα διά τήν ταχεῖαν λύσιν τοῦ ζητήματος.: [370, 381, 540, 469]
- rhodes-subhead: ΑΛΛΑ ΟΥΔΕΝΑ ΚΙΝΔΥΝΟΝ ΔΙΑΤΡΕΧΕΙ: [606, 162, 841, 177]
- story-head-line: ΨΑΡΟΝΙΑ ΚΑΙ ΟΔΗΓΟΙ: [384, 226, 526, 240]
- article-text: ΠΕΙΡΑΙΕΥΣ, 7. — Κατά πληροφορίας τοῦ λιμεναρχείου, αἱ προσπάθειαι διά τήν ἀποκόλλησιν τοῦ σκάφους συνεχίζονται μετά προσοχῆς, ὑπό τήν ἐποπτείαν τῶν ἁρμοδίων ἀρχῶν, ἐνῷ τό πλήρωμα παραμένει ἐπί τοῦ πλοίου καί οὐδείς κίνδυνος ὑφίσταται διά τούς ἐπιβαίνοντας. Ἡ κατάστασις παρακολουθεῖται συνεχῶς ὑπό εἰδικῶν, οἱ ὁποῖοι ἐξετάζουν πάσαν δυνατότητα διά τήν ταχεῖαν λύσιν τοῦ ζητήματος.: [189, 1049, 361, 1136]
- article-text: ΠΕΙΡΑΙΕΥΣ, 7. — Κατά πληροφορίας τοῦ λιμεναρχείου, αἱ προσπάθειαι διά τήν ἀποκόλλησιν τοῦ σκάφους συνεχίζονται μετά προσοχῆς, ὑπό τήν ἐποπτείαν τῶν ἁρμοδίων ἀρχῶν, ἐνῷ τό πλήρωμα παραμένει ἐπί τοῦ πλοίου καί οὐδείς κίνδυνος ὑφίσταται διά τούς ἐπιβαίνοντας. Ἡ κατάστασις παρακολουθεῖται συνεχῶς ὑπό εἰδικῶν, οἱ ὁποῖοι ἐξετάζουν πάσαν δυνατότητα διά τήν ταχεῖαν λύσιν τοῦ ζητήματος.: [549, 273, 719, 360]
- story-head-line: ΑΜΕΡΙΚΑΝΙΣ ΕΞΑΙΡΕΙ: [396, 777, 514, 788]
- story-head-line: ΚΑΙ ΣΥΝΕΤΡΙΒΗ: [935, 108, 1038, 121]
- comic-text: ΠΕΙΡΑΙΕΥΣ, 7. — Κατά πληροφορίας τοῦ λιμεναρχείου, αἱ προσπάθειαι διά τήν ἀποκόλλησιν τοῦ σκάφους συνεχίζονται μετά προσοχῆς, ὑπό τήν ἐποπτείαν τῶν ἁρμοδίων ἀρχῶν, ἐνῷ τό πλήρωμα παραμένει ἐπί τοῦ πλοίου καί οὐδείς κίνδυνος ὑφίσταται διά τούς ἐπιβαίνοντας. Ἡ κατάστασις παρακολουθεῖται συνεχῶς ὑπό εἰδικῶν, οἱ ὁποῖοι ἐξετάζουν πάσαν δυνατότητα διά τήν ταχεῖαν λύσιν τοῦ ζητήματος.: [725, 2082, 1058, 2136]
- article-text: ΠΕΙΡΑΙΕΥΣ, 7. — Κατά πληροφορίας τοῦ λιμεναρχείου, αἱ προσπάθειαι διά τήν ἀποκόλλησιν τοῦ σκάφους συνεχίζονται μετά προσοχῆς, ὑπό τήν ἐποπτείαν τῶν ἁρμοδίων ἀρχῶν, ἐνῷ τό πλήρωμα παραμένει ἐπί τοῦ πλοίου καί οὐδείς κίνδυνος ὑφίσταται διά τούς ἐπιβαίνοντας. Ἡ κατάστασις παρακολουθεῖται συνεχῶς ὑπό εἰδικῶν, οἱ ὁποῖοι ἐξετάζουν πάσαν δυνατότητα διά τήν ταχεῖαν λύσιν τοῦ ζητήματος.: [1077, 1238, 1264, 1316]
- article-text: ΠΕΙΡΑΙΕΥΣ, 7. — Κατά πληροφορίας τοῦ λιμεναρχείου, αἱ προσπάθειαι διά τήν ἀποκόλλησιν τοῦ σκάφους συνεχίζονται μετά προσοχῆς, ὑπό τήν ἐποπτείαν τῶν ἁρμοδίων ἀρχῶν, ἐνῷ τό πλήρωμα παραμένει ἐπί τοῦ πλοίου καί οὐδείς κίνδυνος ὑφίσταται διά τούς ἐπιβαίνοντας. Ἡ κατάστασις παρακολουθεῖται συνεχῶς ὑπό εἰδικῶν, οἱ ὁποῖοι ἐξετάζουν πάσαν δυνατότητα διά τήν ταχεῖαν λύσιν τοῦ ζητήματος.: [1077, 1321, 1264, 1399]
- crete-kicker: ΚΑΣΣΙΤΕΡΩΤΗΣ ΕΚ ΦΙΛΙΑΤΩΝ: [646, 467, 800, 477]
- article-text: ΠΕΙΡΑΙΕΥΣ, 7. — Κατά πληροφορίας τοῦ λιμεναρχείου, αἱ προσπάθειαι διά τήν ἀποκόλλησιν τοῦ σκάφους συνεχίζονται μετά προσοχῆς, ὑπό τήν ἐποπτείαν τῶν ἁρμοδίων ἀρχῶν, ἐνῷ τό πλήρωμα παραμένει ἐπί τοῦ πλοίου καί οὐδείς κίνδυνος ὑφίσταται διά τούς ἐπιβαίνοντας. Ἡ κατάστασις παρακολουθεῖται συνεχῶς ὑπό εἰδικῶν, οἱ ὁποῖοι ἐξετάζουν πάσαν δυνατότητα διά τήν ταχεῖαν λύσιν τοῦ ζητήματος.: [549, 957, 719, 1044]
- comic-text: ΠΕΙΡΑΙΕΥΣ, 7. — Κατά πληροφορίας τοῦ λιμεναρχείου, αἱ προσπάθειαι διά τήν ἀποκόλλησιν τοῦ σκάφους συνεχίζονται μετά προσοχῆς, ὑπό τήν ἐποπτείαν τῶν ἁρμοδίων ἀρχῶν, ἐνῷ τό πλήρωμα παραμένει ἐπί τοῦ πλοίου καί οὐδείς κίνδυνος ὑφίσταται διά τούς ἐπιβαίνοντας. Ἡ κατάστασις παρακολουθεῖται συνεχῶς ὑπό εἰδικῶν, οἱ ὁποῖοι ἐξετάζουν πάσαν δυνατότητα διά τήν ταχεῖαν λύσιν τοῦ ζητήματος.: [381, 1982, 714, 2036]
- budget-head-line: Μειοῦνται αἱ πιστώσεις: [1132, 788, 1406, 817]
- story-head-line: ΕΙΣ ΑΜΕΡΙΚΗΝ: [406, 668, 505, 681]
- article-text: ΠΕΙΡΑΙΕΥΣ, 7. — Κατά πληροφορίας τοῦ λιμεναρχείου, αἱ προσπάθειαι διά τήν ἀποκόλλησιν τοῦ σκάφους συνεχίζονται μετά προσοχῆς, ὑπό τήν ἐποπτείαν τῶν ἁρμοδίων ἀρχῶν, ἐνῷ τό πλήρωμα παραμένει ἐπί τοῦ πλοίου καί οὐδείς κίνδυνος ὑφίσταται διά τούς ἐπιβαίνοντας. Ἡ κατάστασις παρακολουθεῖται συνεχῶς ὑπό εἰδικῶν, οἱ ὁποῖοι ἐξετάζουν πάσαν δυνατότητα διά τήν ταχεῖαν λύσιν τοῦ ζητήματος.: [4, 1138, 178, 1226]
- story-head-line: ΕΜΕΙΩΘΗ Ο ΑΡΙΘΜΟΣ: [396, 907, 515, 918]
- crete-subhead: ΜΕ ΠΡΩΤΟΦΑΝΗ ΑΓΡΙΟΤΗΤΑ: [613, 557, 834, 575]
- article-text: ΠΕΙΡΑΙΕΥΣ, 7. — Κατά πληροφορίας τοῦ λιμεναρχείου, αἱ προσπάθειαι διά τήν ἀποκόλλησιν τοῦ σκάφους συνεχίζονται μετά προσοχῆς, ὑπό τήν ἐποπτείαν τῶν ἁρμοδίων ἀρχῶν, ἐνῷ τό πλήρωμα παραμένει ἐπί τοῦ πλοίου καί οὐδείς κίνδυνος ὑφίσταται διά τούς ἐπιβαίνοντας. Ἡ κατάστασις παρακολουθεῖται συνεχῶς ὑπό εἰδικῶν, οἱ ὁποῖοι ἐξετάζουν πάσαν δυνατότητα διά τήν ταχεῖαν λύσιν τοῦ ζητήματος.: [370, 288, 540, 376]
- article-text: ΠΕΙΡΑΙΕΥΣ, 7. — Κατά πληροφορίας τοῦ λιμεναρχείου, αἱ προσπάθειαι διά τήν ἀποκόλλησιν τοῦ σκάφους συνεχίζονται μετά προσοχῆς, ὑπό τήν ἐποπτείαν τῶν ἁρμοδίων ἀρχῶν, ἐνῷ τό πλήρωμα παραμένει ἐπί τοῦ πλοίου καί οὐδείς κίνδυνος ὑφίσταται διά τούς ἐπιβαίνοντας. Ἡ κατάστασις παρακολουθεῖται συνεχῶς ὑπό εἰδικῶν, οἱ ὁποῖοι ἐξετάζουν πάσαν δυνατότητα διά τήν ταχεῖαν λύσιν τοῦ ζητήματος.: [4, 1480, 178, 1568]
- budget-subhead: ΗΥΞΗΜΕΝΑ ΟΜΩΣ ΤΑ ΚΟΝΔΥΛΙΑ: [1153, 870, 1385, 886]
- section-head-thanks: Εὐχαριστήρια: [4, 1016, 178, 1042]
- story-head-line: ΑΙ ΕΓΚΑΤΑΣΤΑΣΕΙΣ: [930, 342, 1043, 354]
- lead-subhead: Ὁ Ντέ Γκώλ μετά τάς ἐξηγήσεις: [1125, 153, 1413, 174]
- article-text: ΠΕΙΡΑΙΕΥΣ, 7. — Κατά πληροφορίας τοῦ λιμεναρχείου, αἱ προσπάθειαι διά τήν ἀποκόλλησιν τοῦ σκάφους συνεχίζονται μετά προσοχῆς, ὑπό τήν ἐποπτείαν τῶν ἁρμοδίων ἀρχῶν, ἐνῷ τό πλήρωμα παραμένει ἐπί τοῦ πλοίου καί οὐδείς κίνδυνος ὑφίσταται διά τούς ἐπιβαίνοντας. Ἡ κατάστασις παρακολουθεῖται συνεχῶς ὑπό εἰδικῶν, οἱ ὁποῖοι ἐξετάζουν πάσαν δυνατότητα διά τήν ταχεῖαν λύσιν τοῦ ζητήματος.: [1077, 195, 1264, 273]
- article-text: ΠΕΙΡΑΙΕΥΣ, 7. — Κατά πληροφορίας τοῦ λιμεναρχείου, αἱ προσπάθειαι διά τήν ἀποκόλλησιν τοῦ σκάφους συνεχίζονται μετά προσοχῆς, ὑπό τήν ἐποπτείαν τῶν ἁρμοδίων ἀρχῶν, ἐνῷ τό πλήρωμα παραμένει ἐπί τοῦ πλοίου καί οὐδείς κίνδυνος ὑφίσταται διά τούς ἐπιβαίνοντας. Ἡ κατάστασις παρακολουθεῖται συνεχῶς ὑπό εἰδικῶν, οἱ ὁποῖοι ἐξετάζουν πάσαν δυνατότητα διά τήν ταχεῖαν λύσιν τοῦ ζητήματος.: [4, 1358, 178, 1445]
- column-news-brief: [370, 55, 540, 1428]
- subhead-donations: Δωρεαί: [4, 202, 51, 216]
- comic-episode-title: 14. ΕΚΠΛΗΚΤΙΚΟΣ «ΜΟΝΤΕΡ»...: [381, 1963, 592, 1979]
- article-text: ΠΕΙΡΑΙΕΥΣ, 7. — Κατά πληροφορίας τοῦ λιμεναρχείου, αἱ προσπάθειαι διά τήν ἀποκόλλησιν τοῦ σκάφους συνεχίζονται μετά προσοχῆς, ὑπό τήν ἐποπτείαν τῶν ἁρμοδίων ἀρχῶν, ἐνῷ τό πλήρωμα παραμένει ἐπί τοῦ πλοίου καί οὐδείς κίνδυνος ὑφίσταται διά τούς ἐπιβαίνοντας. Ἡ κατάστασις παρακολουθεῖται συνεχῶς ὑπό εἰδικῶν, οἱ ὁποῖοι ἐξετάζουν πάσαν δυνατότητα διά τήν ταχεῖαν λύσιν τοῦ ζητήματος.: [1274, 1321, 1461, 1399]
- section-head-resolutions: Ψηφίσματα: [4, 1666, 178, 1691]
- section-head-radio: Τά ραδιόφωνον: [189, 59, 361, 110]
- story-head-line: Η ΧΗΡΑ ΛΟΥΜΟΥΜΠΑ: [390, 1036, 520, 1048]
- article-text: ΠΕΙΡΑΙΕΥΣ, 7. — Κατά πληροφορίας τοῦ λιμεναρχείου, αἱ προσπάθειαι διά τήν ἀποκόλλησιν τοῦ σκάφους συνεχίζονται μετά προσοχῆς, ὑπό τήν ἐποπτείαν τῶν ἁρμοδίων ἀρχῶν, ἐνῷ τό πλήρωμα παραμένει ἐπί τοῦ πλοίου καί οὐδείς κίνδυνος ὑφίσταται διά τούς ἐπιβαίνοντας. Ἡ κατάστασις παρακολουθεῖται συνεχῶς ὑπό εἰδικῶν, οἱ ὁποῖοι ἐξετάζουν πάσαν δυνατότητα διά τήν ταχεῖαν λύσιν τοῦ ζητήματος.: [906, 401, 1067, 489]
- comic-panel-2: [725, 1559, 1064, 1956]
- story-head-line: Ο ΣΚΗΝΟΘΕΤΗΣ: [942, 796, 1031, 807]
- budget-kicker: ΒΑΣΕΙ ΤΟΥ ΝΕΟΥ ΠΡΟΫΠΟΛΟΓΙΣΜΟΥ: [1164, 776, 1374, 787]
- article-text: ΠΕΙΡΑΙΕΥΣ, 7. — Κατά πληροφορίας τοῦ λιμεναρχείου, αἱ προσπάθειαι διά τήν ἀποκόλλησιν τοῦ σκάφους συνεχίζονται μετά προσοχῆς, ὑπό τήν ἐποπτείαν τῶν ἁρμοδίων ἀρχῶν, ἐνῷ τό πλήρωμα παραμένει ἐπί τοῦ πλοίου καί οὐδείς κίνδυνος ὑφίσταται διά τούς ἐπιβαίνοντας. Ἡ κατάστασις παρακολουθεῖται συνεχῶς ὑπό εἰδικῶν, οἱ ὁποῖοι ἐξετάζουν πάσαν δυνατότητα διά τήν ταχεῖαν λύσιν τοῦ ζητήματος.: [189, 1888, 361, 1976]
- story-head-line: ΕΠΕΚΤΕΙΝΟΝΤΑΙ: [936, 330, 1037, 342]
- town-kastoria: ΚΑΣΤΟΡΙΑ: [4, 2213, 57, 2223]
- story-head-line: Ο ΣΥΖΥΓΟΣ: [419, 71, 491, 84]
- belgium-head-line: συνεπείᾳ τοῦ γλωσσικοῦ: [1106, 531, 1432, 562]
- page-marker: Σελίς 3: [1351, 48, 1461, 73]
- story-head-line: ΤΟΥ ΔΙΑΔΡΟΜΟΥ: [932, 82, 1041, 95]
- article-text: ΠΕΙΡΑΙΕΥΣ, 7. — Κατά πληροφορίας τοῦ λιμεναρχείου, αἱ προσπάθειαι διά τήν ἀποκόλλησιν τοῦ σκάφους συνεχίζονται μετά προσοχῆς, ὑπό τήν ἐποπτείαν τῶν ἁρμοδίων ἀρχῶν, ἐνῷ τό πλήρωμα παραμένει ἐπί τοῦ πλοίου καί οὐδείς κίνδυνος ὑφίσταται διά τούς ἐπιβαίνοντας. Ἡ κατάστασις παρακολουθεῖται συνεχῶς ὑπό εἰδικῶν, οἱ ὁποῖοι ἐξετάζουν πάσαν δυνατότητα διά τήν ταχεῖαν λύσιν τοῦ ζητήματος.: [189, 523, 361, 611]
- article-text: ΠΕΙΡΑΙΕΥΣ, 7. — Κατά πληροφορίας τοῦ λιμεναρχείου, αἱ προσπάθειαι διά τήν ἀποκόλλησιν τοῦ σκάφους συνεχίζονται μετά προσοχῆς, ὑπό τήν ἐποπτείαν τῶν ἁρμοδίων ἀρχῶν, ἐνῷ τό πλήρωμα παραμένει ἐπί τοῦ πλοίου καί οὐδείς κίνδυνος ὑφίσταται διά τούς ἐπιβαίνοντας. Ἡ κατάστασις παρακολουθεῖται συνεχῶς ὑπό εἰδικῶν, οἱ ὁποῖοι ἐξετάζουν πάσαν δυνατότητα διά τήν ταχεῖαν λύσιν τοῦ ζητήματος.: [370, 813, 540, 901]
- belgium-subhead: αἱ προγραμματικαί της δηλώσεις: [1137, 579, 1401, 598]
- belgium-subhead: Ἐνῷ εἰς τήν βουλήν ἀνέμενοντο: [1141, 562, 1397, 581]
- article-text: ΠΕΙΡΑΙΕΥΣ, 7. — Κατά πληροφορίας τοῦ λιμεναρχείου, αἱ προσπάθειαι διά τήν ἀποκόλλησιν τοῦ σκάφους συνεχίζονται μετά προσοχῆς, ὑπό τήν ἐποπτείαν τῶν ἁρμοδίων ἀρχῶν, ἐνῷ τό πλήρωμα παραμένει ἐπί τοῦ πλοίου καί οὐδείς κίνδυνος ὑφίσταται διά τούς ἐπιβαίνοντας. Ἡ κατάστασις παρακολουθεῖται συνεχῶς ὑπό εἰδικῶν, οἱ ὁποῖοι ἐξετάζουν πάσαν δυνατότητα διά τήν ταχεῖαν λύσιν τοῦ ζητήματος.: [1274, 601, 1461, 679]
- bees-subhead: (Βασίλισσαι) ἐξ Ἠνωμ. Πολιτειῶν: [602, 1119, 844, 1136]
- program-a: Α' ΠΡΟΓΡΑΜΜΑ: [189, 130, 271, 139]
- article-text: ΠΕΙΡΑΙΕΥΣ, 7. — Κατά πληροφορίας τοῦ λιμεναρχείου, αἱ προσπάθειαι διά τήν ἀποκόλλησιν τοῦ σκάφους συνεχίζονται μετά προσοχῆς, ὑπό τήν ἐποπτείαν τῶν ἁρμοδίων ἀρχῶν, ἐνῷ τό πλήρωμα παραμένει ἐπί τοῦ πλοίου καί οὐδείς κίνδυνος ὑφίσταται διά τούς ἐπιβαίνοντας. Ἡ κατάστασις παρακολουθεῖται συνεχῶς ὑπό εἰδικῶν, οἱ ὁποῖοι ἐξετάζουν πάσαν δυνατότητα διά τήν ταχεῖαν λύσιν τοῦ ζητήματος.: [728, 273, 897, 360]
- budget-head-line: διά διαστημικάς ἐρεύνας: [1124, 841, 1414, 869]
- belgium-head-line: παρητήθη αἰφνιδίως: [1135, 502, 1403, 533]
- article-text: ΠΕΙΡΑΙΕΥΣ, 7. — Κατά πληροφορίας τοῦ λιμεναρχείου, αἱ προσπάθειαι διά τήν ἀποκόλλησιν τοῦ σκάφους συνεχίζονται μετά προσοχῆς, ὑπό τήν ἐποπτείαν τῶν ἁρμοδίων ἀρχῶν, ἐνῷ τό πλήρωμα παραμένει ἐπί τοῦ πλοίου καί οὐδείς κίνδυνος ὑφίσταται διά τούς ἐπιβαίνοντας. Ἡ κατάστασις παρακολουθεῖται συνεχῶς ὑπό εἰδικῶν, οἱ ὁποῖοι ἐξετάζουν πάσαν δυνατότητα διά τήν ταχεῖαν λύσιν τοῦ ζητήματος.: [370, 537, 540, 624]
- article-text: ΠΕΙΡΑΙΕΥΣ, 7. — Κατά πληροφορίας τοῦ λιμεναρχείου, αἱ προσπάθειαι διά τήν ἀποκόλλησιν τοῦ σκάφους συνεχίζονται μετά προσοχῆς, ὑπό τήν ἐποπτείαν τῶν ἁρμοδίων ἀρχῶν, ἐνῷ τό πλήρωμα παραμένει ἐπί τοῦ πλοίου καί οὐδείς κίνδυνος ὑφίσταται διά τούς ἐπιβαίνοντας. Ἡ κατάστασις παρακολουθεῖται συνεχῶς ὑπό εἰδικῶν, οἱ ὁποῖοι ἐξετάζουν πάσαν δυνατότητα διά τήν ταχεῖαν λύσιν τοῦ ζητήματος.: [1077, 684, 1264, 762]
- story-head-line: ΕΙΣ ΤΗΝ ΙΣΠΑΝΙΑΝ: [935, 937, 1038, 948]
- article-text: ΠΕΙΡΑΙΕΥΣ, 7. — Κατά πληροφορίας τοῦ λιμεναρχείου, αἱ προσπάθειαι διά τήν ἀποκόλλησιν τοῦ σκάφους συνεχίζονται μετά προσοχῆς, ὑπό τήν ἐποπτείαν τῶν ἁρμοδίων ἀρχῶν, ἐνῷ τό πλήρωμα παραμένει ἐπί τοῦ πλοίου καί οὐδείς κίνδυνος ὑφίσταται διά τούς ἐπιβαίνοντας. Ἡ κατάστασις παρακολουθεῖται συνεχῶς ὑπό εἰδικῶν, οἱ ὁποῖοι ἐξετάζουν πάσαν δυνατότητα διά τήν ταχεῖαν λύσιν τοῦ ζητήματος.: [1077, 601, 1264, 679]
- resign-subhead: ΥΠΕΒΑΛΕ ΠΑΡΑΙΤΗΣΙΝ: [1308, 277, 1427, 288]
- section-head-invitations: Προσκλήσεις: [4, 1450, 178, 1476]
- lead-kicker: ΜΕΤΑ ΤΟΝ ΔΗΜΙΟΥΡΓΗΘΕΝΤΑ ΣΑΛΟΝ: [1149, 75, 1389, 87]
- section-head-weddings: Μέλλοντες γάμοι: [4, 312, 178, 364]
- article-text: ΠΕΙΡΑΙΕΥΣ, 7. — Κατά πληροφορίας τοῦ λιμεναρχείου, αἱ προσπάθειαι διά τήν ἀποκόλλησιν τοῦ σκάφους συνεχίζονται μετά προσοχῆς, ὑπό τήν ἐποπτείαν τῶν ἁρμοδίων ἀρχῶν, ἐνῷ τό πλήρωμα παραμένει ἐπί τοῦ πλοίου καί οὐδείς κίνδυνος ὑφίσταται διά τούς ἐπιβαίνοντας. Ἡ κατάστασις παρακολουθεῖται συνεχῶς ὑπό εἰδικῶν, οἱ ὁποῖοι ἐξετάζουν πάσαν δυνατότητα διά τήν ταχεῖαν λύσιν τοῦ ζητήματος.: [189, 632, 361, 720]
- ethics-head-line: Ἠθικά θέματα δημιουργοῦνται: [581, 785, 866, 809]
- story-subhead: 3.500.000 ΔΟΛΛΑΡΙΩΝ: [935, 390, 1038, 400]
- bees-head-line: εἰσέβαλον εἰς Βραζιλίαν: [599, 1093, 848, 1119]
- story-head-line: ΕΙΣ ΗΝ. ΠΟΛΙΤΕΙΑΣ: [403, 929, 507, 940]
- article-text: ΠΕΙΡΑΙΕΥΣ, 7. — Κατά πληροφορίας τοῦ λιμεναρχείου, αἱ προσπάθειαι διά τήν ἀποκόλλησιν τοῦ σκάφους συνεχίζονται μετά προσοχῆς, ὑπό τήν ἐποπτείαν τῶν ἁρμοδίων ἀρχῶν, ἐνῷ τό πλήρωμα παραμένει ἐπί τοῦ πλοίου καί οὐδείς κίνδυνος ὑφίσταται διά τούς ἐπιβαίνοντας. Ἡ κατάστασις παρακολουθεῖται συνεχῶς ὑπό εἰδικῶν, οἱ ὁποῖοι ἐξετάζουν πάσαν δυνατότητα διά τήν ταχεῖαν λύσιν τοῦ ζητήματος.: [4, 1046, 178, 1133]
- crete-subhead: ΔΙΕΠΡΑΞΕ ΤΟ ΕΓΚΛΗΜΑ ΤΟΥ: [613, 540, 834, 559]
- story-head-line: ΕΚ ΤΩΝ ΗΝ. ΕΘΝΩΝ: [932, 678, 1041, 689]
- comic-title-banner: [372, 1436, 1068, 1522]
- story-head-line: ΑΠΟ ΤΑ ΤΡΟΧΑΙΑ: [400, 642, 510, 656]
- article-text: ΠΕΙΡΑΙΕΥΣ, 7. — Κατά πληροφορίας τοῦ λιμεναρχείου, αἱ προσπάθειαι διά τήν ἀποκόλλησιν τοῦ σκάφους συνεχίζονται μετά προσοχῆς, ὑπό τήν ἐποπτείαν τῶν ἁρμοδίων ἀρχῶν, ἐνῷ τό πλήρωμα παραμένει ἐπί τοῦ πλοίου καί οὐδείς κίνδυνος ὑφίσταται διά τούς ἐπιβαίνοντας. Ἡ κατάστασις παρακολουθεῖται συνεχῶς ὑπό εἰδικῶν, οἱ ὁποῖοι ἐξετάζουν πάσαν δυνατότητα διά τήν ταχεῖαν λύσιν τοῦ ζητήματος.: [4, 738, 178, 825]
- article-text: ΠΕΙΡΑΙΕΥΣ, 7. — Κατά πληροφορίας τοῦ λιμεναρχείου, αἱ προσπάθειαι διά τήν ἀποκόλλησιν τοῦ σκάφους συνεχίζονται μετά προσοχῆς, ὑπό τήν ἐποπτείαν τῶν ἁρμοδίων ἀρχῶν, ἐνῷ τό πλήρωμα παραμένει ἐπί τοῦ πλοίου καί οὐδείς κίνδυνος ὑφίσταται διά τούς ἐπιβαίνοντας. Ἡ κατάστασις παρακολουθεῖται συνεχῶς ὑπό εἰδικῶν, οἱ ὁποῖοι ἐξετάζουν πάσαν δυνατότητα διά τήν ταχεῖαν λύσιν τοῦ ζητήματος.: [906, 821, 1067, 909]
- funeral-name: ΠΑΝΑΓΙΩΤΗΝ ΓΟΥΛΑΝ: [216, 1877, 333, 1887]
- story-head-line: ΜΕΓΑΛΗΣ ΒΙΟΜΗΧΑΝΙΑΣ: [912, 353, 1061, 366]
- article-text: ΠΕΙΡΑΙΕΥΣ, 7. — Κατά πληροφορίας τοῦ λιμεναρχείου, αἱ προσπάθειαι διά τήν ἀποκόλλησιν τοῦ σκάφους συνεχίζονται μετά προσοχῆς, ὑπό τήν ἐποπτείαν τῶν ἁρμοδίων ἀρχῶν, ἐνῷ τό πλήρωμα παραμένει ἐπί τοῦ πλοίου καί οὐδείς κίνδυνος ὑφίσταται διά τούς ἐπιβαίνοντας. Ἡ κατάστασις παρακολουθεῖται συνεχῶς ὑπό εἰδικῶν, οἱ ὁποῖοι ἐξετάζουν πάσαν δυνατότητα διά τήν ταχεῖαν λύσιν τοῦ ζητήματος.: [4, 2432, 178, 2520]
- column-radio: [189, 55, 361, 2265]
- section-head-social: Κοινωνικά: [4, 59, 178, 90]
- article-text: ΠΕΙΡΑΙΕΥΣ, 7. — Κατά πληροφορίας τοῦ λιμεναρχείου, αἱ προσπάθειαι διά τήν ἀποκόλλησιν τοῦ σκάφους συνεχίζονται μετά προσοχῆς, ὑπό τήν ἐποπτείαν τῶν ἁρμοδίων ἀρχῶν, ἐνῷ τό πλήρωμα παραμένει ἐπί τοῦ πλοίου καί οὐδείς κίνδυνος ὑφίσταται διά τούς ἐπιβαίνοντας. Ἡ κατάστασις παρακολουθεῖται συνεχῶς ὑπό εἰδικῶν, οἱ ὁποῖοι ἐξετάζουν πάσαν δυνατότητα διά τήν ταχεῖαν λύσιν τοῦ ζητήματος.: [189, 1785, 361, 1873]
- lead-subhead: θεωρεῖ ὡς λῆξαν τό ἐπεισόδιον: [1130, 171, 1408, 192]
- article-text: ΠΕΙΡΑΙΕΥΣ, 7. — Κατά πληροφορίας τοῦ λιμεναρχείου, αἱ προσπάθειαι διά τήν ἀποκόλλησιν τοῦ σκάφους συνεχίζονται μετά προσοχῆς, ὑπό τήν ἐποπτείαν τῶν ἁρμοδίων ἀρχῶν, ἐνῷ τό πλήρωμα παραμένει ἐπί τοῦ πλοίου καί οὐδείς κίνδυνος ὑφίσταται διά τούς ἐπιβαίνοντας. Ἡ κατάστασις παρακολουθεῖται συνεχῶς ὑπό εἰδικῶν, οἱ ὁποῖοι ἐξετάζουν πάσαν δυνατότητα διά τήν ταχεῖαν λύσιν τοῦ ζητήματος.: [4, 923, 178, 1011]
- comic-title-left: Τά ἴχνη: [381, 1446, 560, 1504]
- article-text: ΠΕΙΡΑΙΕΥΣ, 7. — Κατά πληροφορίας τοῦ λιμεναρχείου, αἱ προσπάθειαι διά τήν ἀποκόλλησιν τοῦ σκάφους συνεχίζονται μετά προσοχῆς, ὑπό τήν ἐποπτείαν τῶν ἁρμοδίων ἀρχῶν, ἐνῷ τό πλήρωμα παραμένει ἐπί τοῦ πλοίου καί οὐδείς κίνδυνος ὑφίσταται διά τούς ἐπιβαίνοντας. Ἡ κατάστασις παρακολουθεῖται συνεχῶς ὑπό εἰδικῶν, οἱ ὁποῖοι ἐξετάζουν πάσαν δυνατότητα διά τήν ταχεῖαν λύσιν τοῦ ζητήματος.: [728, 1154, 897, 1242]
- article-text: ΠΕΙΡΑΙΕΥΣ, 7. — Κατά πληροφορίας τοῦ λιμεναρχείου, αἱ προσπάθειαι διά τήν ἀποκόλλησιν τοῦ σκάφους συνεχίζονται μετά προσοχῆς, ὑπό τήν ἐποπτείαν τῶν ἁρμοδίων ἀρχῶν, ἐνῷ τό πλήρωμα παραμένει ἐπί τοῦ πλοίου καί οὐδείς κίνδυνος ὑφίσταται διά τούς ἐπιβαίνοντας. Ἡ κατάστασις παρακολουθεῖται συνεχῶς ὑπό εἰδικῶν, οἱ ὁποῖοι ἐξετάζουν πάσαν δυνατότητα διά τήν ταχεῖαν λύσιν τοῦ ζητήματος.: [1077, 1487, 1264, 1565]
- subhead-condolences: Συλλυπητήρια: [4, 93, 95, 106]
- story-head-line: ΠΛΑΣΤΙΚΩΝ ΥΛΩΝ: [396, 500, 515, 514]
- ethics-kicker: ΜΕΤΑΜΟΣΧΕΥΣΕΙΣ ΚΑΙ ΤΕΧΝΗΤΗ ΖΩΗ: [624, 773, 823, 783]
- subhead-thessaloniki: Θεσσαλονίκης: [189, 114, 273, 125]
